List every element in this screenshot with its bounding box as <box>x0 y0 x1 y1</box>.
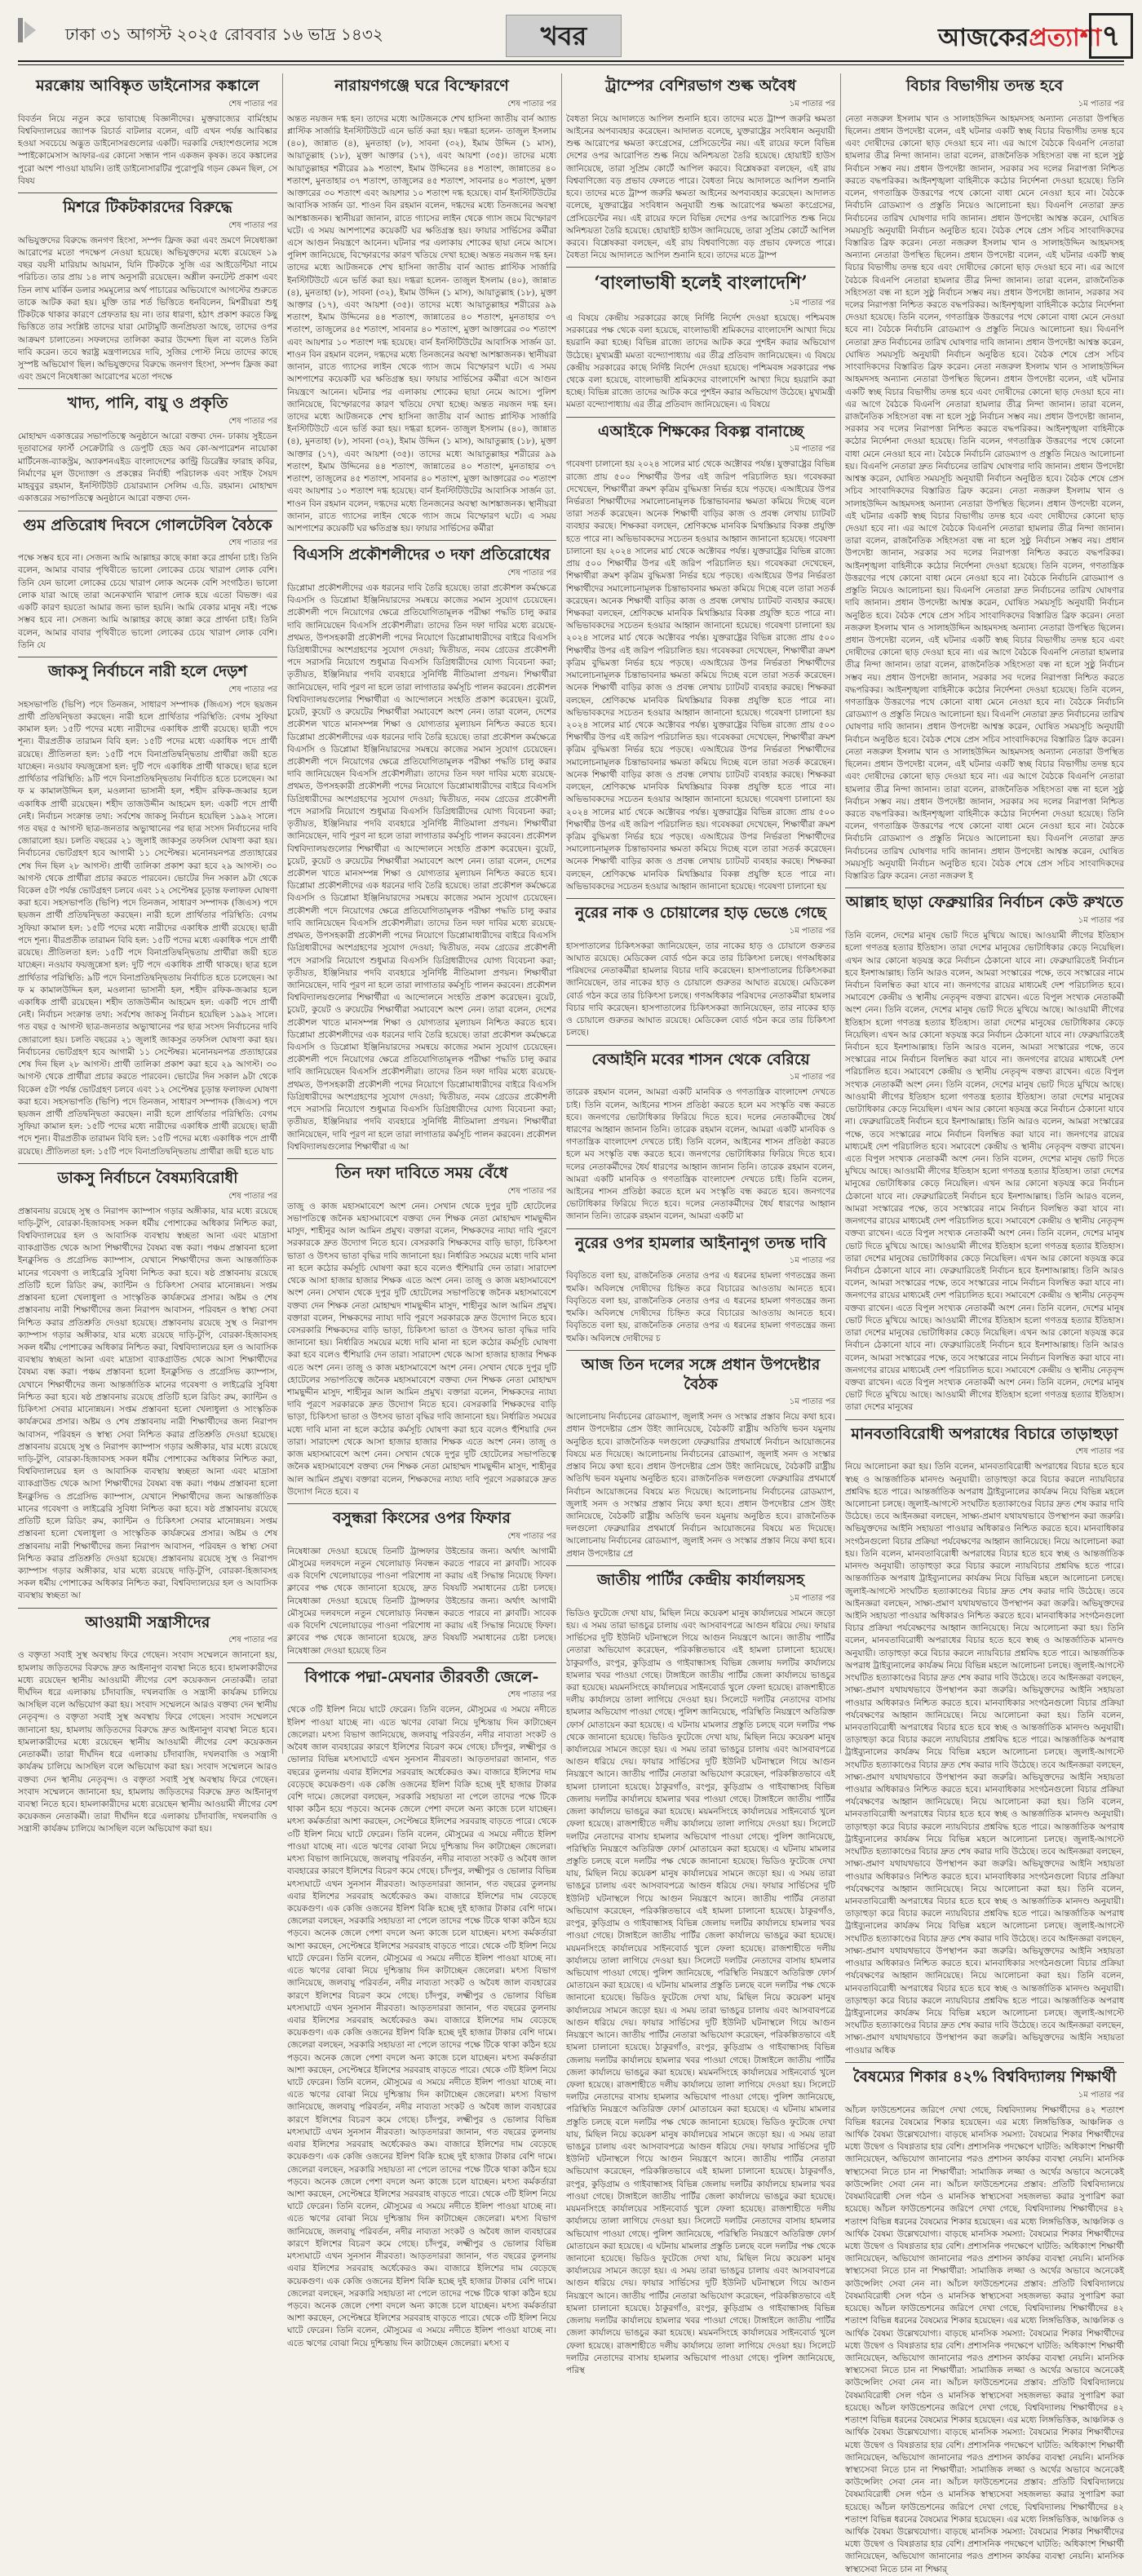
article-headline[interactable]: আওয়ামী সন্ত্রাসীদের <box>85 1613 210 1631</box>
continued-label: শেষ পাতার পর <box>228 684 277 694</box>
article <box>566 423 835 893</box>
continued-label: শেষ পাতার পর <box>228 1191 277 1201</box>
continued-label: ১ম পাতার পর <box>789 298 835 308</box>
article-separator <box>566 1228 835 1229</box>
article-separator <box>18 1608 277 1609</box>
continued-label: ১ম পাতার পর <box>1078 2090 1124 2100</box>
article <box>18 516 277 653</box>
article-headline[interactable]: ডাকসু নির্বাচনে বৈষম্যবিরোধী <box>57 1168 238 1187</box>
article <box>566 1571 835 2377</box>
article <box>845 1425 1124 2057</box>
article-separator <box>845 2062 1124 2063</box>
article <box>287 1164 556 1498</box>
column-divider <box>561 73 562 1754</box>
article-headline[interactable]: জাকসু নির্বাচনে নারী হলে দেড়শ <box>48 662 247 680</box>
article-headline[interactable]: মিশরে টিকটকারদের বিরুদ্ধে <box>63 198 232 217</box>
article <box>287 1509 556 1658</box>
article <box>566 1356 835 1560</box>
continued-label: ১ম পাতার পর <box>789 926 835 936</box>
article <box>845 77 1124 883</box>
article-body: অন্তত নয়জন দগ্ধ হন। তাদের মধ্যে আটজনকে শেখ হাসিনা জাতীয় বার্ন অ্যান্ড প্লাস্টিক সার্জারি ইনস্টিটিউটে এনে ভর্তি করা হয়। দগ্ধরা হলেন- তাজুল ইসলাম (৪০), জান্নাত (৪), মুনতাহা (৮), সাবনা (৩২), ইমাম উদ্দিন (১ মাস), আয়াতুল্লাহ (১৮), মুক্তা আক্তার (১৭), এবং আয়শা (৩৫)। তাদের মধ্যে আয়াতুল্লাহর শরীরের ৯৯ শতাংশ, ইমাম উদ্দিনের ৪৪ শতাংশ, জান্নাতের ৪০ শতাংশ, মুনতাহার ৩৭ শতাংশ, তাজুলের ৪৫ শতাংশ, সাবনার ৪০ শতাংশ, মুক্তা আক্তারের ৩০ শতাংশ এবং আয়শার ১০ শতাংশ দগ্ধ হয়েছে। বার্ন ইনস্টিটিউটের আবাসিক সার্জন ডা. শাওন বিন রহমান বলেন, দগ্ধদের মধ্যে তিনজনের অবস্থা আশঙ্কাজনক। স্থানীয়রা জানান, রাতে গ্যাসের লাইন থেকে গ্যাস জমে বিস্ফোরণ ঘটে। এ সময় আশপাশের কয়েকটি ঘর ক্ষতিগ্রস্ত হয়। ফায়ার সার্ভিসের কর্মীরা এসে আগুন নিয়ন্ত্রণে আনেন। ঘটনার পর এলাকায় শোকের ছায়া নেমে আসে। পুলিশ জানিয়েছে, বিস্ফোরণের কারণ খতিয়ে দেখা হচ্ছে। অন্তত নয়জন দগ্ধ হন। তাদের মধ্যে আটজনকে শেখ হাসিনা জাতীয় বার্ন অ্যান্ড প্লাস্টিক সার্জারি ইনস্টিটিউটে এনে ভর্তি করা হয়। দগ্ধরা হলেন- তাজুল ইসলাম (৪০), জান্নাত (৪), মুনতাহা (৮), সাবনা (৩২), ইমাম উদ্দিন (১ মাস), আয়াতুল্লাহ (১৮), মুক্তা আক্তার (১৭), এবং আয়শা (৩৫)। তাদের মধ্যে আয়াতুল্লাহর শরীরের ৯৯ শতাংশ, ইমাম উদ্দিনের ৪৪ শতাংশ, জান্নাতের ৪০ শতাংশ, মুনতাহার ৩৭ শতাংশ, তাজুলের ৪৫ শতাংশ, সাবনার ৪০ শতাংশ, মুক্তা আক্তারের ৩০ শতাংশ এবং আয়শার ১০ শতাংশ দগ্ধ হয়েছে। বার্ন ইনস্টিটিউটের আবাসিক সার্জন ডা. শাওন বিন রহমান বলেন, দগ্ধদের মধ্যে তিনজনের অবস্থা আশঙ্কাজনক। স্থানীয়রা জানান, রাতে গ্যাসের লাইন থেকে গ্যাস জমে বিস্ফোরণ ঘটে। এ সময় আশপাশের কয়েকটি ঘর ক্ষতিগ্রস্ত হয়। ফায়ার সার্ভিসের কর্মীরা এসে আগুন নিয়ন্ত্রণে আনেন। ঘটনার পর এলাকায় শোকের ছায়া নেমে আসে। পুলিশ জানিয়েছে, বিস্ফোরণের কারণ খতিয়ে দেখা হচ্ছে। অন্তত নয়জন দগ্ধ হন। তাদের মধ্যে আটজনকে শেখ হাসিনা জাতীয় বার্ন অ্যান্ড প্লাস্টিক সার্জারি ইনস্টিটিউটে এনে ভর্তি করা হয়। দগ্ধরা হলেন- তাজুল ইসলাম (৪০), জান্নাত (৪), মুনতাহা (৮), সাবনা (৩২), ইমাম উদ্দিন (১ মাস), আয়াতুল্লাহ (১৮), মুক্তা আক্তার (১৭), এবং আয়শা (৩৫)। তাদের মধ্যে আয়াতুল্লাহর শরীরের ৯৯ শতাংশ, ইমাম উদ্দিনের ৪৪ শতাংশ, জান্নাতের ৪০ শতাংশ, মুনতাহার ৩৭ শতাংশ, তাজুলের ৪৫ শতাংশ, সাবনার ৪০ শতাংশ, মুক্তা আক্তারের ৩০ শতাংশ এবং আয়শার ১০ শতাংশ দগ্ধ হয়েছে। বার্ন ইনস্টিটিউটের আবাসিক সার্জন ডা. শাওন বিন রহমান বলেন, দগ্ধদের মধ্যে তিনজনের অবস্থা আশঙ্কাজনক। স্থানীয়রা জানান, রাতে গ্যাসের লাইন থেকে গ্যাস জমে বিস্ফোরণ ঘটে। এ সময় আশপাশের কয়েকটি ঘর ক্ষতিগ্রস্ত হয়। ফায়ার সার্ভিসের কর্মীরা <box>287 113 556 533</box>
continued-label: শেষ পাতার পর <box>507 1690 556 1700</box>
article-body: তারেক রহমান বলেন, আমরা একটি মানবিক ও গণতান্ত্রিক বাংলাদেশ দেখতে চাই। তিনি বলেন, আইনের শাসন প্রতিষ্ঠা করতে হলে মব সংস্কৃতি বন্ধ করতে হবে। জনগণের ভোটাধিকার ফিরিয়ে দিতে হবে। দলের নেতাকর্মীদের ধৈর্য ধারণের আহ্বান জানান তিনি। তারেক রহমান বলেন, আমরা একটি মানবিক ও গণতান্ত্রিক বাংলাদেশ দেখতে চাই। তিনি বলেন, আইনের শাসন প্রতিষ্ঠা করতে হলে মব সংস্কৃতি বন্ধ করতে হবে। জনগণের ভোটাধিকার ফিরিয়ে দিতে হবে। দলের নেতাকর্মীদের ধৈর্য ধারণের আহ্বান জানান তিনি। তারেক রহমান বলেন, আমরা একটি মানবিক ও গণতান্ত্রিক বাংলাদেশ দেখতে চাই। তিনি বলেন, আইনের শাসন প্রতিষ্ঠা করতে হলে মব সংস্কৃতি বন্ধ করতে হবে। জনগণের ভোটাধিকার ফিরিয়ে দিতে হবে। দলের নেতাকর্মীদের ধৈর্য ধারণের আহ্বান জানান তিনি। তারেক রহমান বলেন, আমরা একটি মা <box>566 1087 835 1222</box>
continued-label: ১ম পাতার পর <box>789 445 835 454</box>
article <box>18 1169 277 1603</box>
article-separator <box>287 540 556 541</box>
article <box>18 1613 277 1836</box>
article-body: তাজু ও কাজ মহাসমাবেশে অংশ নেন। সেখান থেকে দুপুর দুটি হোটেলের সভাপতিত্বে জনৈক মহাসমাবেশে বক্তব্য দেন শিক্ষক নেতা মোহাম্মদ শামছুদ্দীন মাসুদ, শাহীনুর আল আমিন প্রমুখ। বক্তারা বলেন, শিক্ষকদের ন্যায্য দাবি পূরণে সরকারকে দ্রুত উদ্যোগ নিতে হবে। বেসরকারি শিক্ষকদের বাড়ি ভাড়া, চিকিৎসা ভাতা ও উৎসব ভাতা বৃদ্ধির দাবি জানানো হয়। নির্ধারিত সময়ের মধ্যে দাবি মানা না হলে কঠোর কর্মসূচি ঘোষণা করা হবে বলেও হুঁশিয়ারি দেন তারা। সারাদেশ থেকে আসা হাজার হাজার শিক্ষক এতে অংশ নেন। তাজু ও কাজ মহাসমাবেশে অংশ নেন। সেখান থেকে দুপুর দুটি হোটেলের সভাপতিত্বে জনৈক মহাসমাবেশে বক্তব্য দেন শিক্ষক নেতা মোহাম্মদ শামছুদ্দীন মাসুদ, শাহীনুর আল আমিন প্রমুখ। বক্তারা বলেন, শিক্ষকদের ন্যায্য দাবি পূরণে সরকারকে দ্রুত উদ্যোগ নিতে হবে। বেসরকারি শিক্ষকদের বাড়ি ভাড়া, চিকিৎসা ভাতা ও উৎসব ভাতা বৃদ্ধির দাবি জানানো হয়। নির্ধারিত সময়ের মধ্যে দাবি মানা না হলে কঠোর কর্মসূচি ঘোষণা করা হবে বলেও হুঁশিয়ারি দেন তারা। সারাদেশ থেকে আসা হাজার হাজার শিক্ষক এতে অংশ নেন। তাজু ও কাজ মহাসমাবেশে অংশ নেন। সেখান থেকে দুপুর দুটি হোটেলের সভাপতিত্বে জনৈক মহাসমাবেশে বক্তব্য দেন শিক্ষক নেতা মোহাম্মদ শামছুদ্দীন মাসুদ, শাহীনুর আল আমিন প্রমুখ। বক্তারা বলেন, শিক্ষকদের ন্যায্য দাবি পূরণে সরকারকে দ্রুত উদ্যোগ নিতে হবে। বেসরকারি শিক্ষকদের বাড়ি ভাড়া, চিকিৎসা ভাতা ও উৎসব ভাতা বৃদ্ধির দাবি জানানো হয়। নির্ধারিত সময়ের মধ্যে দাবি মানা না হলে কঠোর কর্মসূচি ঘোষণা করা হবে বলেও হুঁশিয়ারি দেন তারা। সারাদেশ থেকে আসা হাজার হাজার শিক্ষক এতে অংশ নেন। তাজু ও কাজ মহাসমাবেশে অংশ নেন। সেখান থেকে দুপুর দুটি হোটেলের সভাপতিত্বে জনৈক মহাসমাবেশে বক্তব্য দেন শিক্ষক নেতা মোহাম্মদ শামছুদ্দীন মাসুদ, শাহীনুর আল আমিন প্রমুখ। বক্তারা বলেন, শিক্ষকদের ন্যায্য দাবি পূরণে সরকারকে দ্রুত উদ্যোগ নিতে হবে। ব <box>287 1201 556 1497</box>
article-body: মোহাম্মদ একাত্তরের সভাপতিত্বে অনুষ্ঠানে আরো বক্তব্য দেন- ঢাকায় সুইডেন দূতাবাসের ফার্স্ট সেক্রেটারি ও ডেপুটি হেড অব কো-অপারেশন নায়োকা মার্টিনেজ-ব্যাকস্ট্রম, অ্যাকশনএইড বাংলাদেশের কান্ট্রি ডিরেক্টর ফারাহ কবির, নির্মাণের মূল উদ্যোক্তা ও প্রকল্পের নির্বাহী পরিচালক এবং সাইফ সৈয়দ মাহবুবুর রহমান, ইনস্টিটিউট চেয়ারম্যান সেলিম এ.ডি. রহমান। মোহাম্মদ একাত্তরের সভাপতিত্বে অনুষ্ঠানে আরো বক্তব্য দেন- <box>18 432 277 504</box>
article-separator <box>287 1662 556 1663</box>
article-separator <box>566 1045 835 1046</box>
article <box>18 77 277 188</box>
article <box>845 2068 1124 2576</box>
article <box>845 893 1124 1414</box>
article-separator <box>566 1565 835 1566</box>
logo-part2: প্রত্যাশা <box>1029 24 1102 52</box>
article-headline[interactable]: তিন দফা দাবিতে সময় বেঁধে <box>335 1164 508 1182</box>
article-separator <box>845 1419 1124 1420</box>
masthead-rule <box>18 60 1124 62</box>
newspaper-logo <box>938 18 1101 60</box>
article-headline[interactable]: ‘বাংলাভাষী হলেই বাংলাদেশি’ <box>594 272 808 294</box>
article-headline[interactable]: মরক্কোয় আবিষ্কৃত ডাইনোসর কঙ্কালে <box>36 77 259 95</box>
masthead-rule-thin <box>18 64 1124 65</box>
article-body: ডিপ্লোমা প্রকৌশলীদের এক ধরনের দাবি তৈরি হয়েছে। তারা প্রকৌশল কর্মক্ষেত্রে বিএসসি ও ডিপ্লোমা ইঞ্জিনিয়ারদের সমন্বয়ে কাজের সমান সুযোগ চেয়েছেন। প্রকৌশলী পদে নিয়োগের ক্ষেত্রে প্রতিযোগিতামূলক পরীক্ষা পদ্ধতি চালু করার দাবি জানিয়েছেন বিএসসি প্রকৌশলীরা। তাদের তিন দফা দাবির মধ্যে রয়েছে- প্রথমত, উপসহকারী প্রকৌশলী পদের নিয়োগে ডিপ্লোমাধারীদের বাইরে বিএসসি ডিগ্রিধারীদের অংশগ্রহণের সুযোগ দেওয়া; দ্বিতীয়ত, নবম গ্রেডের প্রকৌশলী পদে সরাসরি নিয়োগে শুধুমাত্র বিএসসি ডিগ্রিধারীদের যোগ্য বিবেচনা করা; তৃতীয়ত, ইঞ্জিনিয়ার পদবি ব্যবহারে সুনির্দিষ্ট নীতিমালা প্রণয়ন। শিক্ষার্থীরা জানিয়েছেন, দাবি পূরণ না হলে তারা লাগাতার কর্মসূচি পালন করবেন। প্রকৌশল বিশ্ববিদ্যালয়গুলোর শিক্ষার্থীরা এ আন্দোলনে সংহতি প্রকাশ করেছেন। বুয়েট, চুয়েট, কুয়েট ও রুয়েটের শিক্ষার্থীরা সমাবেশে অংশ নেন। তারা বলেন, দেশের প্রকৌশল খাতে মানসম্পন্ন শিক্ষা ও যোগ্যতার মূল্যায়ন নিশ্চিত করতে হবে। ডিপ্লোমা প্রকৌশলীদের এক ধরনের দাবি তৈরি হয়েছে। তারা প্রকৌশল কর্মক্ষেত্রে বিএসসি ও ডিপ্লোমা ইঞ্জিনিয়ারদের সমন্বয়ে কাজের সমান সুযোগ চেয়েছেন। প্রকৌশলী পদে নিয়োগের ক্ষেত্রে প্রতিযোগিতামূলক পরীক্ষা পদ্ধতি চালু করার দাবি জানিয়েছেন বিএসসি প্রকৌশলীরা। তাদের তিন দফা দাবির মধ্যে রয়েছে- প্রথমত, উপসহকারী প্রকৌশলী পদের নিয়োগে ডিপ্লোমাধারীদের বাইরে বিএসসি ডিগ্রিধারীদের অংশগ্রহণের সুযোগ দেওয়া; দ্বিতীয়ত, নবম গ্রেডের প্রকৌশলী পদে সরাসরি নিয়োগে শুধুমাত্র বিএসসি ডিগ্রিধারীদের যোগ্য বিবেচনা করা; তৃতীয়ত, ইঞ্জিনিয়ার পদবি ব্যবহারে সুনির্দিষ্ট নীতিমালা প্রণয়ন। শিক্ষার্থীরা জানিয়েছেন, দাবি পূরণ না হলে তারা লাগাতার কর্মসূচি পালন করবেন। প্রকৌশল বিশ্ববিদ্যালয়গুলোর শিক্ষার্থীরা এ আন্দোলনে সংহতি প্রকাশ করেছেন। বুয়েট, চুয়েট, কুয়েট ও রুয়েটের শিক্ষার্থীরা সমাবেশে অংশ নেন। তারা বলেন, দেশের প্রকৌশল খাতে মানসম্পন্ন শিক্ষা ও যোগ্যতার মূল্যায়ন নিশ্চিত করতে হবে। ডিপ্লোমা প্রকৌশলীদের এক ধরনের দাবি তৈরি হয়েছে। তারা প্রকৌশল কর্মক্ষেত্রে বিএসসি ও ডিপ্লোমা ইঞ্জিনিয়ারদের সমন্বয়ে কাজের সমান সুযোগ চেয়েছেন। প্রকৌশলী পদে নিয়োগের ক্ষেত্রে প্রতিযোগিতামূলক পরীক্ষা পদ্ধতি চালু করার দাবি জানিয়েছেন বিএসসি প্রকৌশলীরা। তাদের তিন দফা দাবির মধ্যে রয়েছে- প্রথমত, উপসহকারী প্রকৌশলী পদের নিয়োগে ডিপ্লোমাধারীদের বাইরে বিএসসি ডিগ্রিধারীদের অংশগ্রহণের সুযোগ দেওয়া; দ্বিতীয়ত, নবম গ্রেডের প্রকৌশলী পদে সরাসরি নিয়োগে শুধুমাত্র বিএসসি ডিগ্রিধারীদের যোগ্য বিবেচনা করা; তৃতীয়ত, ইঞ্জিনিয়ার পদবি ব্যবহারে সুনির্দিষ্ট নীতিমালা প্রণয়ন। শিক্ষার্থীরা জানিয়েছেন, দাবি পূরণ না হলে তারা লাগাতার কর্মসূচি পালন করবেন। প্রকৌশল বিশ্ববিদ্যালয়গুলোর শিক্ষার্থীরা এ আন্দোলনে সংহতি প্রকাশ করেছেন। বুয়েট, চুয়েট, কুয়েট ও রুয়েটের শিক্ষার্থীরা সমাবেশে অংশ নেন। তারা বলেন, দেশের প্রকৌশল খাতে মানসম্পন্ন শিক্ষা ও যোগ্যতার মূল্যায়ন নিশ্চিত করতে হবে। ডিপ্লোমা প্রকৌশলীদের এক ধরনের দাবি তৈরি হয়েছে। তারা প্রকৌশল কর্মক্ষেত্রে বিএসসি ও ডিপ্লোমা ইঞ্জিনিয়ারদের সমন্বয়ে কাজের সমান সুযোগ চেয়েছেন। প্রকৌশলী পদে নিয়োগের ক্ষেত্রে প্রতিযোগিতামূলক পরীক্ষা পদ্ধতি চালু করার দাবি জানিয়েছেন বিএসসি প্রকৌশলীরা। তাদের তিন দফা দাবির মধ্যে রয়েছে- প্রথমত, উপসহকারী প্রকৌশলী পদের নিয়োগে ডিপ্লোমাধারীদের বাইরে বিএসসি ডিগ্রিধারীদের অংশগ্রহণের সুযোগ দেওয়া; দ্বিতীয়ত, নবম গ্রেডের প্রকৌশলী পদে সরাসরি নিয়োগে শুধুমাত্র বিএসসি ডিগ্রিধারীদের যোগ্য বিবেচনা করা; তৃতীয়ত, ইঞ্জিনিয়ার পদবি ব্যবহারে সুনির্দিষ্ট নীতিমালা প্রণয়ন। শিক্ষার্থীরা জানিয়েছেন, দাবি পূরণ না হলে তারা লাগাতার কর্মসূচি পালন করবেন। প্রকৌশল বিশ্ববিদ্যালয়গুলোর শিক্ষার্থীরা এ আ <box>287 582 556 1152</box>
continued-label: ১ম পাতার পর <box>1078 916 1124 926</box>
continued-label: শেষ পাতার পর <box>1075 1447 1124 1457</box>
article-headline[interactable]: বৈষম্যের শিকার ৪২% বিশ্ববিদ্যালয় শিক্ষার্থী <box>852 2067 1117 2086</box>
article <box>566 904 835 1040</box>
article-headline[interactable]: বসুন্ধরা কিংসের ওপর ফিফার <box>332 1509 511 1527</box>
article-body: নিষেধাজ্ঞা দেওয়া হয়েছে তিনটি ট্রান্সফার উইন্ডোর জন্য। অর্থাৎ আগামী মৌসুমের দলবদলে নতুন খেলোয়াড় নিবন্ধন করতে পারবে না ক্লাবটি। সাবেক এক বিদেশি খেলোয়াড়ের পাওনা পরিশোধ না করায় এই সিদ্ধান্ত নিয়েছে ফিফা। ক্লাবের পক্ষ থেকে জানানো হয়েছে, দ্রুত বিষয়টি সমাধানের চেষ্টা চলছে। নিষেধাজ্ঞা দেওয়া হয়েছে তিনটি ট্রান্সফার উইন্ডোর জন্য। অর্থাৎ আগামী মৌসুমের দলবদলে নতুন খেলোয়াড় নিবন্ধন করতে পারবে না ক্লাবটি। সাবেক এক বিদেশি খেলোয়াড়ের পাওনা পরিশোধ না করায় এই সিদ্ধান্ত নিয়েছে ফিফা। ক্লাবের পক্ষ থেকে জানানো হয়েছে, দ্রুত বিষয়টি সমাধানের চেষ্টা চলছে। নিষেধাজ্ঞা দেওয়া হয়েছে তিন <box>287 1546 556 1656</box>
continued-label: শেষ পাতার পর <box>228 99 277 108</box>
article <box>18 394 277 505</box>
issue-date: ঢাকা ৩১ আগস্ট ২০২৫ রোববার ১৬ ভাদ্র ১৪৩২ <box>65 24 383 44</box>
article-separator <box>566 417 835 418</box>
article-body: অভিযুক্তদের বিরুদ্ধে জনগণ হিংসা, সম্পদ ফ্রিজ করা এবং ভ্রমণে নিষেধাজ্ঞা আরোপের মতো পদক্ষেপ নেওয়া হয়েছে। অভিযুক্তদের মধ্যে রয়েছেন ১৯ বছর বয়সী মারিয়াম আয়মান, যিনি টিকটকে সুজি এর আইডেন্টিয়া নামে পরিচিত। তার প্রায় ১৪ লাখ অনুসারী রয়েছেন। অশ্লীল কনটেন্ট প্রকাশ এবং তিন লাখ মার্কিন ডলার সমমূল্যের অর্থ পাচারের অভিযোগে আগস্টের শুরুতে তাকে আটক করা হয়। মুক্তি তার শর্ত ভিত্তিতে ধনবিলেন, মিশরীয়রা শুধু টিকটকে থাকার কারণে প্রেফতার হয় না। তার ধারণা, হঠাৎ প্রকাশ করতে কিছু ভিত্তিতে তার সংশ্লিষ্ট তাদের যারা মোটামুটি জনপ্রিয়তা আছে, তাদের ওপর আক্রমণ চালাতেন। সফলদের তালিকা করার উদ্দেশ্য ছিল না বলেও তিনি দাবি করেন। তবে স্বরাষ্ট্র মন্ত্রণালয়ের দাবি, সুজির পোস্ট নিয়ে তাদের কাছে সুস্পষ্ট অভিযোগ ছিল। অভিযুক্তদের বিরুদ্ধে জনগণ হিংসা, সম্পদ ফ্রিজ করা এবং ভ্রমণে নিষেধাজ্ঞা আরোপের মতো পদক্ষে <box>18 235 277 383</box>
column-1 <box>18 73 277 1835</box>
continued-label: শেষ পাতার পর <box>228 417 277 427</box>
article <box>566 1234 835 1345</box>
section-title: খবর <box>506 15 622 57</box>
article-body: বৈধতা নিয়ে আদালতে আপিল শুনানি হবে। তাদের মতে ট্রাম্প জরুরি ক্ষমতা আইনের অপব্যবহার করেছেন। আদালত বলেছে, যুক্তরাষ্ট্রের সংবিধান অনুযায়ী শুল্ক আরোপের ক্ষমতা কংগ্রেসের, প্রেসিডেন্টের নয়। এই রায়ের ফলে বিভিন্ন দেশের ওপর আরোপিত শুল্ক নিয়ে অনিশ্চয়তা তৈরি হয়েছে। হোয়াইট হাউস জানিয়েছে, তারা সুপ্রিম কোর্টে আপিল করবে। বিশ্লেষকরা বলছেন, এই রায় বিশ্ববাণিজ্যে বড় প্রভাব ফেলতে পারে। বৈধতা নিয়ে আদালতে আপিল শুনানি হবে। তাদের মতে ট্রাম্প জরুরি ক্ষমতা আইনের অপব্যবহার করেছেন। আদালত বলেছে, যুক্তরাষ্ট্রের সংবিধান অনুযায়ী শুল্ক আরোপের ক্ষমতা কংগ্রেসের, প্রেসিডেন্টের নয়। এই রায়ের ফলে বিভিন্ন দেশের ওপর আরোপিত শুল্ক নিয়ে অনিশ্চয়তা তৈরি হয়েছে। হোয়াইট হাউস জানিয়েছে, তারা সুপ্রিম কোর্টে আপিল করবে। বিশ্লেষকরা বলছেন, এই রায় বিশ্ববাণিজ্যে বড় প্রভাব ফেলতে পারে। বৈধতা নিয়ে আদালতে আপিল শুনানি হবে। তাদের মতে ট্রাম্প <box>566 113 835 261</box>
continued-label: ১ম পাতার পর <box>789 1073 835 1082</box>
article <box>18 198 277 383</box>
article-separator <box>566 267 835 268</box>
article-body: নিয়ে আলোচনা করা হয়। তিনি বলেন, মানবতাবিরোধী অপরাধের বিচার হতে হবে স্বচ্ছ ও আন্তর্জাতিক মানদণ্ড অনুযায়ী। তাড়াহুড়া করে বিচার করলে ন্যায়বিচার প্রশ্নবিদ্ধ হতে পারে। আন্তর্জাতিক অপরাধ ট্রাইব্যুনালের কার্যক্রম নিয়ে বিভিন্ন মহলে আলোচনা চলছে। জুলাই-আগস্টে সংঘটিত হত্যাকাণ্ডের বিচার দ্রুত শেষ করার দাবি উঠেছে। তবে আইনজ্ঞরা বলছেন, সাক্ষ্য-প্রমাণ যথাযথভাবে উপস্থাপন করা জরুরি। অভিযুক্তদের আইনি সহায়তা পাওয়ার অধিকারও নিশ্চিত করতে হবে। মানবাধিকার সংগঠনগুলো বিচার প্রক্রিয়া পর্যবেক্ষণের আহ্বান জানিয়েছে। নিয়ে আলোচনা করা হয়। তিনি বলেন, মানবতাবিরোধী অপরাধের বিচার হতে হবে স্বচ্ছ ও আন্তর্জাতিক মানদণ্ড অনুযায়ী। তাড়াহুড়া করে বিচার করলে ন্যায়বিচার প্রশ্নবিদ্ধ হতে পারে। আন্তর্জাতিক অপরাধ ট্রাইব্যুনালের কার্যক্রম নিয়ে বিভিন্ন মহলে আলোচনা চলছে। জুলাই-আগস্টে সংঘটিত হত্যাকাণ্ডের বিচার দ্রুত শেষ করার দাবি উঠেছে। তবে আইনজ্ঞরা বলছেন, সাক্ষ্য-প্রমাণ যথাযথভাবে উপস্থাপন করা জরুরি। অভিযুক্তদের আইনি সহায়তা পাওয়ার অধিকারও নিশ্চিত করতে হবে। মানবাধিকার সংগঠনগুলো বিচার প্রক্রিয়া পর্যবেক্ষণের আহ্বান জানিয়েছে। নিয়ে আলোচনা করা হয়। তিনি বলেন, মানবতাবিরোধী অপরাধের বিচার হতে হবে স্বচ্ছ ও আন্তর্জাতিক মানদণ্ড অনুযায়ী। তাড়াহুড়া করে বিচার করলে ন্যায়বিচার প্রশ্নবিদ্ধ হতে পারে। আন্তর্জাতিক অপরাধ ট্রাইব্যুনালের কার্যক্রম নিয়ে বিভিন্ন মহলে আলোচনা চলছে। জুলাই-আগস্টে সংঘটিত হত্যাকাণ্ডের বিচার দ্রুত শেষ করার দাবি উঠেছে। তবে আইনজ্ঞরা বলছেন, সাক্ষ্য-প্রমাণ যথাযথভাবে উপস্থাপন করা জরুরি। অভিযুক্তদের আইনি সহায়তা পাওয়ার অধিকারও নিশ্চিত করতে হবে। মানবাধিকার সংগঠনগুলো বিচার প্রক্রিয়া পর্যবেক্ষণের আহ্বান জানিয়েছে। নিয়ে আলোচনা করা হয়। তিনি বলেন, মানবতাবিরোধী অপরাধের বিচার হতে হবে স্বচ্ছ ও আন্তর্জাতিক মানদণ্ড অনুযায়ী। তাড়াহুড়া করে বিচার করলে ন্যায়বিচার প্রশ্নবিদ্ধ হতে পারে। আন্তর্জাতিক অপরাধ ট্রাইব্যুনালের কার্যক্রম নিয়ে বিভিন্ন মহলে আলোচনা চলছে। জুলাই-আগস্টে সংঘটিত হত্যাকাণ্ডের বিচার দ্রুত শেষ করার দাবি উঠেছে। তবে আইনজ্ঞরা বলছেন, সাক্ষ্য-প্রমাণ যথাযথভাবে উপস্থাপন করা জরুরি। অভিযুক্তদের আইনি সহায়তা পাওয়ার অধিকারও নিশ্চিত করতে হবে। মানবাধিকার সংগঠনগুলো বিচার প্রক্রিয়া পর্যবেক্ষণের আহ্বান জানিয়েছে। নিয়ে আলোচনা করা হয়। তিনি বলেন, মানবতাবিরোধী অপরাধের বিচার হতে হবে স্বচ্ছ ও আন্তর্জাতিক মানদণ্ড অনুযায়ী। তাড়াহুড়া করে বিচার করলে ন্যায়বিচার প্রশ্নবিদ্ধ হতে পারে। আন্তর্জাতিক অপরাধ ট্রাইব্যুনালের কার্যক্রম নিয়ে বিভিন্ন মহলে আলোচনা চলছে। জুলাই-আগস্টে সংঘটিত হত্যাকাণ্ডের বিচার দ্রুত শেষ করার দাবি উঠেছে। তবে আইনজ্ঞরা বলছেন, সাক্ষ্য-প্রমাণ যথাযথভাবে উপস্থাপন করা জরুরি। অভিযুক্তদের আইনি সহায়তা পাওয়ার অধিকারও নিশ্চিত করতে হবে। মানবাধিকার সংগঠনগুলো বিচার প্রক্রিয়া পর্যবেক্ষণের আহ্বান জানিয়েছে। নিয়ে আলোচনা করা হয়। তিনি বলেন, মানবতাবিরোধী অপরাধের বিচার হতে হবে স্বচ্ছ ও আন্তর্জাতিক মানদণ্ড অনুযায়ী। তাড়াহুড়া করে বিচার করলে ন্যায়বিচার প্রশ্নবিদ্ধ হতে পারে। আন্তর্জাতিক অপরাধ ট্রাইব্যুনালের কার্যক্রম নিয়ে বিভিন্ন মহলে আলোচনা চলছে। জুলাই-আগস্টে সংঘটিত হত্যাকাণ্ডের বিচার দ্রুত শেষ করার দাবি উঠেছে। তবে আইনজ্ঞরা বলছেন, সাক্ষ্য-প্রমাণ যথাযথভাবে উপস্থাপন করা জরুরি। অভিযুক্তদের আইনি সহায়তা পাওয়ার অধিকারও নিশ্চিত করতে হবে। মানবাধিকার সংগঠনগুলো বিচার প্রক্রিয়া পর্যবেক্ষণের আহ্বান জানিয়েছে। নিয়ে আলোচনা করা হয়। তিনি বলেন, মানবতাবিরোধী অপরাধের বিচার হতে হবে স্বচ্ছ ও আন্তর্জাতিক মানদণ্ড অনুযায়ী। তাড়াহুড়া করে বিচার করলে ন্যায়বিচার প্রশ্নবিদ্ধ হতে পারে। আন্তর্জাতিক অপরাধ ট্রাইব্যুনালের কার্যক্রম নিয়ে বিভিন্ন মহলে আলোচনা চলছে। জুলাই-আগস্টে সংঘটিত হত্যাকাণ্ডের বিচার দ্রুত শেষ করার দাবি উঠেছে। তবে আইনজ্ঞরা বলছেন, সাক্ষ্য-প্রমাণ যথাযথভাবে উপস্থাপন করা জরুরি। অভিযুক্তদের আইনি সহায়তা পাওয়ার অধিক <box>845 1462 1124 2056</box>
article-headline[interactable]: নুরের নাক ও চোয়ালের হাড় ভেঙে গেছে <box>575 904 826 923</box>
article-headline[interactable]: জাতীয় পার্টির কেন্দ্রীয় কার্যালয়সহ <box>596 1570 805 1589</box>
continued-label: ১ম পাতার পর <box>789 1593 835 1603</box>
article-headline[interactable]: বিচার বিভাগীয় তদন্ত হবে <box>905 77 1064 95</box>
article-body: তিনি বলেন, দেশের মানুষ ভোট দিতে মুখিয়ে আছে। আওয়ামী লীগের ইতিহাস হলো গণতন্ত্র হত্যার ইতিহাস। তারা দেশের মানুষের ভোটাধিকার কেড়ে নিয়েছিল। এখন আর কোনো ষড়যন্ত্র করে নির্বাচন ঠেকানো যাবে না। ফেব্রুয়ারিতেই নির্বাচন হবে ইনশাআল্লাহ। তিনি আরও বলেন, আমরা সংস্কারের পক্ষে, তবে সংস্কারের নামে নির্বাচন বিলম্বিত করা যাবে না। জনগণের রায়ের মাধ্যমেই দেশ পরিচালিত হবে। সমাবেশে কেন্দ্রীয় ও স্থানীয় নেতৃবৃন্দ বক্তব্য রাখেন। এতে বিপুল সংখ্যক নেতাকর্মী অংশ নেন। তিনি বলেন, দেশের মানুষ ভোট দিতে মুখিয়ে আছে। আওয়ামী লীগের ইতিহাস হলো গণতন্ত্র হত্যার ইতিহাস। তারা দেশের মানুষের ভোটাধিকার কেড়ে নিয়েছিল। এখন আর কোনো ষড়যন্ত্র করে নির্বাচন ঠেকানো যাবে না। ফেব্রুয়ারিতেই নির্বাচন হবে ইনশাআল্লাহ। তিনি আরও বলেন, আমরা সংস্কারের পক্ষে, তবে সংস্কারের নামে নির্বাচন বিলম্বিত করা যাবে না। জনগণের রায়ের মাধ্যমেই দেশ পরিচালিত হবে। সমাবেশে কেন্দ্রীয় ও স্থানীয় নেতৃবৃন্দ বক্তব্য রাখেন। এতে বিপুল সংখ্যক নেতাকর্মী অংশ নেন। তিনি বলেন, দেশের মানুষ ভোট দিতে মুখিয়ে আছে। আওয়ামী লীগের ইতিহাস হলো গণতন্ত্র হত্যার ইতিহাস। তারা দেশের মানুষের ভোটাধিকার কেড়ে নিয়েছিল। এখন আর কোনো ষড়যন্ত্র করে নির্বাচন ঠেকানো যাবে না। ফেব্রুয়ারিতেই নির্বাচন হবে ইনশাআল্লাহ। তিনি আরও বলেন, আমরা সংস্কারের পক্ষে, তবে সংস্কারের নামে নির্বাচন বিলম্বিত করা যাবে না। জনগণের রায়ের মাধ্যমেই দেশ পরিচালিত হবে। সমাবেশে কেন্দ্রীয় ও স্থানীয় নেতৃবৃন্দ বক্তব্য রাখেন। এতে বিপুল সংখ্যক নেতাকর্মী অংশ নেন। তিনি বলেন, দেশের মানুষ ভোট দিতে মুখিয়ে আছে। আওয়ামী লীগের ইতিহাস হলো গণতন্ত্র হত্যার ইতিহাস। তারা দেশের মানুষের ভোটাধিকার কেড়ে নিয়েছিল। এখন আর কোনো ষড়যন্ত্র করে নির্বাচন ঠেকানো যাবে না। ফেব্রুয়ারিতেই নির্বাচন হবে ইনশাআল্লাহ। তিনি আরও বলেন, আমরা সংস্কারের পক্ষে, তবে সংস্কারের নামে নির্বাচন বিলম্বিত করা যাবে না। জনগণের রায়ের মাধ্যমেই দেশ পরিচালিত হবে। সমাবেশে কেন্দ্রীয় ও স্থানীয় নেতৃবৃন্দ বক্তব্য রাখেন। এতে বিপুল সংখ্যক নেতাকর্মী অংশ নেন। তিনি বলেন, দেশের মানুষ ভোট দিতে মুখিয়ে আছে। আওয়ামী লীগের ইতিহাস হলো গণতন্ত্র হত্যার ইতিহাস। তারা দেশের মানুষের ভোটাধিকার কেড়ে নিয়েছিল। এখন আর কোনো ষড়যন্ত্র করে নির্বাচন ঠেকানো যাবে না। ফেব্রুয়ারিতেই নির্বাচন হবে ইনশাআল্লাহ। তিনি আরও বলেন, আমরা সংস্কারের পক্ষে, তবে সংস্কারের নামে নির্বাচন বিলম্বিত করা যাবে না। জনগণের রায়ের মাধ্যমেই দেশ পরিচালিত হবে। সমাবেশে কেন্দ্রীয় ও স্থানীয় নেতৃবৃন্দ বক্তব্য রাখেন। এতে বিপুল সংখ্যক নেতাকর্মী অংশ নেন। তিনি বলেন, দেশের মানুষ ভোট দিতে মুখিয়ে আছে। আওয়ামী লীগের ইতিহাস হলো গণতন্ত্র হত্যার ইতিহাস। তারা দেশের মানুষের ভোটাধিকার কেড়ে নিয়েছিল। এখন আর কোনো ষড়যন্ত্র করে নির্বাচন ঠেকানো যাবে না। ফেব্রুয়ারিতেই নির্বাচন হবে ইনশাআল্লাহ। তিনি আরও বলেন, আমরা সংস্কারের পক্ষে, তবে সংস্কারের নামে নির্বাচন বিলম্বিত করা যাবে না। জনগণের রায়ের মাধ্যমেই দেশ পরিচালিত হবে। সমাবেশে কেন্দ্রীয় ও স্থানীয় নেতৃবৃন্দ বক্তব্য রাখেন। এতে বিপুল সংখ্যক নেতাকর্মী অংশ নেন। তিনি বলেন, দেশের মানুষ ভোট দিতে মুখিয়ে আছে। আওয়ামী লীগের ইতিহাস হলো গণতন্ত্র হত্যার ইতিহাস। তারা দেশের মানুষের <box>845 931 1124 1413</box>
article-headline[interactable]: গুম প্রতিরোধ দিবসে গোলটেবিল বৈঠকে <box>23 516 272 534</box>
article-headline[interactable]: মানবতাবিরোধী অপরাধের বিচারে তাড়াহুড়া <box>851 1424 1118 1443</box>
article-headline[interactable]: বেআইনি মবের শাসন থেকে বেরিয়ে <box>591 1050 810 1069</box>
continued-label: ১ম পাতার পর <box>789 1397 835 1407</box>
continued-label: শেষ পাতার পর <box>228 1635 277 1645</box>
continued-label: শেষ পাতার পর <box>507 99 556 108</box>
article-separator <box>18 388 277 389</box>
column-2 <box>287 73 556 2348</box>
arrow-mark-icon <box>18 18 38 42</box>
article-headline[interactable]: খাদ্য, পানি, বায়ু ও প্রকৃতি <box>67 394 228 413</box>
masthead <box>0 0 1142 72</box>
article-headline[interactable]: ট্রাম্পের বেশিরভাগ শুল্ক অবৈধ <box>605 77 796 95</box>
article-body: বিবৃতিতে বলা হয়, রাজনৈতিক নেতার ওপর এ ধরনের হামলা গণতন্ত্রের জন্য হুমকি। অবিলম্বে দোষীদের চিহ্নিত করে বিচারের আওতায় আনতে হবে। বিবৃতিতে বলা হয়, রাজনৈতিক নেতার ওপর এ ধরনের হামলা গণতন্ত্রের জন্য হুমকি। অবিলম্বে দোষীদের চিহ্নিত করে বিচারের আওতায় আনতে হবে। বিবৃতিতে বলা হয়, রাজনৈতিক নেতার ওপর এ ধরনের হামলা গণতন্ত্রের জন্য হুমকি। অবিলম্বে দোষীদের চ <box>566 1271 835 1343</box>
continued-label: শেষ পাতার পর <box>228 220 277 230</box>
article <box>566 77 835 262</box>
article-headline[interactable]: বিপাকে পদ্মা-মেঘনার তীরবর্তী জেলে- <box>304 1667 539 1686</box>
logo-part1: আজকের <box>938 24 1029 52</box>
article-separator <box>566 1350 835 1351</box>
column-4 <box>845 73 1124 2574</box>
article-separator <box>287 1503 556 1504</box>
article-headline[interactable]: আল্লাহ ছাড়া ফেব্রুয়ারির নির্বাচন কেউ রুখতে <box>846 893 1123 912</box>
article-separator <box>18 1163 277 1164</box>
page-number: ৭ <box>1089 13 1133 59</box>
article <box>566 272 835 411</box>
article <box>18 662 277 1158</box>
article-headline[interactable]: নারায়ণগঞ্জে ঘরে বিস্ফোরণে <box>334 77 509 95</box>
article-separator <box>845 887 1124 888</box>
column-3 <box>566 73 836 2375</box>
article-separator <box>287 1158 556 1159</box>
article-headline[interactable]: বিএসসি প্রকৌশলীদের ৩ দফা প্রতিরোধের <box>293 546 551 564</box>
continued-label: ১ম পাতার পর <box>789 99 835 108</box>
article-body: গবেষণা চালানো হয় ২০২৪ সালের মার্চ থেকে অক্টোবর পর্যন্ত। যুক্তরাষ্ট্রের বিভিন্ন রাজ্যে প্রায় ৫০০ শিক্ষার্থীর উপর এই জরিপ পরিচালিত হয়। গবেষকরা দেখেছেন, শিক্ষার্থীরা ক্রমশ কৃত্রিম বুদ্ধিমত্তা নির্ভর হয়ে পড়ছে। এআইয়ের উপর নির্ভরতা শিক্ষার্থীদের সমালোচনামূলক চিন্তাভাবনার ক্ষমতা কমিয়ে দিচ্ছে বলে তারা সতর্ক করেছেন। অনেক শিক্ষার্থী বাড়ির কাজ ও প্রবন্ধ লেখায় চ্যাটবট ব্যবহার করছে। শিক্ষকরা বলছেন, শ্রেণিকক্ষে মানবিক মিথস্ক্রিয়ার বিকল্প প্রযুক্তি হতে পারে না। অভিভাবকদের সচেতন হওয়ার আহ্বান জানানো হয়েছে। গবেষণা চালানো হয় ২০২৪ সালের মার্চ থেকে অক্টোবর পর্যন্ত। যুক্তরাষ্ট্রের বিভিন্ন রাজ্যে প্রায় ৫০০ শিক্ষার্থীর উপর এই জরিপ পরিচালিত হয়। গবেষকরা দেখেছেন, শিক্ষার্থীরা ক্রমশ কৃত্রিম বুদ্ধিমত্তা নির্ভর হয়ে পড়ছে। এআইয়ের উপর নির্ভরতা শিক্ষার্থীদের সমালোচনামূলক চিন্তাভাবনার ক্ষমতা কমিয়ে দিচ্ছে বলে তারা সতর্ক করেছেন। অনেক শিক্ষার্থী বাড়ির কাজ ও প্রবন্ধ লেখায় চ্যাটবট ব্যবহার করছে। শিক্ষকরা বলছেন, শ্রেণিকক্ষে মানবিক মিথস্ক্রিয়ার বিকল্প প্রযুক্তি হতে পারে না। অভিভাবকদের সচেতন হওয়ার আহ্বান জানানো হয়েছে। গবেষণা চালানো হয় ২০২৪ সালের মার্চ থেকে অক্টোবর পর্যন্ত। যুক্তরাষ্ট্রের বিভিন্ন রাজ্যে প্রায় ৫০০ শিক্ষার্থীর উপর এই জরিপ পরিচালিত হয়। গবেষকরা দেখেছেন, শিক্ষার্থীরা ক্রমশ কৃত্রিম বুদ্ধিমত্তা নির্ভর হয়ে পড়ছে। এআইয়ের উপর নির্ভরতা শিক্ষার্থীদের সমালোচনামূলক চিন্তাভাবনার ক্ষমতা কমিয়ে দিচ্ছে বলে তারা সতর্ক করেছেন। অনেক শিক্ষার্থী বাড়ির কাজ ও প্রবন্ধ লেখায় চ্যাটবট ব্যবহার করছে। শিক্ষকরা বলছেন, শ্রেণিকক্ষে মানবিক মিথস্ক্রিয়ার বিকল্প প্রযুক্তি হতে পারে না। অভিভাবকদের সচেতন হওয়ার আহ্বান জানানো হয়েছে। গবেষণা চালানো হয় ২০২৪ সালের মার্চ থেকে অক্টোবর পর্যন্ত। যুক্তরাষ্ট্রের বিভিন্ন রাজ্যে প্রায় ৫০০ শিক্ষার্থীর উপর এই জরিপ পরিচালিত হয়। গবেষকরা দেখেছেন, শিক্ষার্থীরা ক্রমশ কৃত্রিম বুদ্ধিমত্তা নির্ভর হয়ে পড়ছে। এআইয়ের উপর নির্ভরতা শিক্ষার্থীদের সমালোচনামূলক চিন্তাভাবনার ক্ষমতা কমিয়ে দিচ্ছে বলে তারা সতর্ক করেছেন। অনেক শিক্ষার্থী বাড়ির কাজ ও প্রবন্ধ লেখায় চ্যাটবট ব্যবহার করছে। শিক্ষকরা বলছেন, শ্রেণিকক্ষে মানবিক মিথস্ক্রিয়ার বিকল্প প্রযুক্তি হতে পারে না। অভিভাবকদের সচেতন হওয়ার আহ্বান জানানো হয়েছে। গবেষণা চালানো হয় ২০২৪ সালের মার্চ থেকে অক্টোবর পর্যন্ত। যুক্তরাষ্ট্রের বিভিন্ন রাজ্যে প্রায় ৫০০ শিক্ষার্থীর উপর এই জরিপ পরিচালিত হয়। গবেষকরা দেখেছেন, শিক্ষার্থীরা ক্রমশ কৃত্রিম বুদ্ধিমত্তা নির্ভর হয়ে পড়ছে। এআইয়ের উপর নির্ভরতা শিক্ষার্থীদের সমালোচনামূলক চিন্তাভাবনার ক্ষমতা কমিয়ে দিচ্ছে বলে তারা সতর্ক করেছেন। অনেক শিক্ষার্থী বাড়ির কাজ ও প্রবন্ধ লেখায় চ্যাটবট ব্যবহার করছে। শিক্ষকরা বলছেন, শ্রেণিকক্ষে মানবিক মিথস্ক্রিয়ার বিকল্প প্রযুক্তি হতে পারে না। অভিভাবকদের সচেতন হওয়ার আহ্বান জানানো হয়েছে। গবেষণা চালানো হয় <box>566 459 835 892</box>
article-body: হাসপাতালের চিকিৎসকরা জানিয়েছেন, তার নাকের হাড় ও চোয়ালে গুরুতর আঘাত রয়েছে। মেডিকেল বোর্ড গঠন করে তার চিকিৎসা চলছে। গণঅধিকার পরিষদের নেতাকর্মীরা হামলার বিচার দাবি করেছেন। হাসপাতালের চিকিৎসকরা জানিয়েছেন, তার নাকের হাড় ও চোয়ালে গুরুতর আঘাত রয়েছে। মেডিকেল বোর্ড গঠন করে তার চিকিৎসা চলছে। গণঅধিকার পরিষদের নেতাকর্মীরা হামলার বিচার দাবি করেছেন। হাসপাতালের চিকিৎসকরা জানিয়েছেন, তার নাকের হাড় ও চোয়ালে গুরুতর আঘাত রয়েছে। মেডিকেল বোর্ড গঠন করে তার চিকিৎসা চলছে। <box>566 941 836 1038</box>
article-headline[interactable]: নুরের ওপর হামলার আইনানুগ তদন্ত দাবি <box>575 1233 826 1252</box>
column-divider <box>282 73 283 1754</box>
continued-label: শেষ পাতার পর <box>507 1531 556 1541</box>
article-body: ও বক্তৃতা সবাই সুস্থ অবস্থায় ফিরে গেছেন। সংবাদ সম্মেলনে জানানো হয়, হামলায় জড়িতদের বিরুদ্ধে দ্রুত আইনানুগ ব্যবস্থা নিতে হবে। হামলাকারীদের মধ্যে রয়েছেন স্থানীয় আওয়ামী লীগের বেশ কয়েকজন নেতাকর্মী। তারা দীর্ঘদিন ধরে এলাকায় চাঁদাবাজি, দখলবাজি ও সন্ত্রাসী কার্যক্রম চালিয়ে আসছিল বলে অভিযোগ করা হয়। সংবাদ সম্মেলনে আরও বক্তব্য দেন স্থানীয় নেতৃবৃন্দ। ও বক্তৃতা সবাই সুস্থ অবস্থায় ফিরে গেছেন। সংবাদ সম্মেলনে জানানো হয়, হামলায় জড়িতদের বিরুদ্ধে দ্রুত আইনানুগ ব্যবস্থা নিতে হবে। হামলাকারীদের মধ্যে রয়েছেন স্থানীয় আওয়ামী লীগের বেশ কয়েকজন নেতাকর্মী। তারা দীর্ঘদিন ধরে এলাকায় চাঁদাবাজি, দখলবাজি ও সন্ত্রাসী কার্যক্রম চালিয়ে আসছিল বলে অভিযোগ করা হয়। সংবাদ সম্মেলনে আরও বক্তব্য দেন স্থানীয় নেতৃবৃন্দ। ও বক্তৃতা সবাই সুস্থ অবস্থায় ফিরে গেছেন। সংবাদ সম্মেলনে জানানো হয়, হামলায় জড়িতদের বিরুদ্ধে দ্রুত আইনানুগ ব্যবস্থা নিতে হবে। হামলাকারীদের মধ্যে রয়েছেন স্থানীয় আওয়ামী লীগের বেশ কয়েকজন নেতাকর্মী। তারা দীর্ঘদিন ধরে এলাকায় চাঁদাবাজি, দখলবাজি ও সন্ত্রাসী কার্যক্রম চালিয়ে আসছিল বলে অভিযোগ করা হয়। <box>18 1650 277 1835</box>
continued-label: ১ম পাতার পর <box>789 1256 835 1266</box>
article-body: প্রস্তাবনায় রয়েছে সুস্থ ও নিরাপদ ক্যাম্পাস গড়ার অঙ্গীকার, যার মধ্যে রয়েছে দাড়ি-টুপি, বোরকা-হিজাবসহ সকল ধর্মীয় পোশাকের অধিকার নিশ্চিত করা, বিশ্ববিদ্যালয়ের হল ও আবাসিক ব্যবস্থায় স্বচ্ছতা আনা এবং মাদ্রাসা ব্যাকগ্রাউন্ড থেকে আসা শিক্ষার্থীদের বৈষম্য বন্ধ করা। পঞ্চম প্রস্তাবনা হলো ইনক্লুসিভ ও প্রগ্রেসিভ ক্যাম্পাস, যেখানে শিক্ষার্থীদের জন্য আন্তর্জাতিক মানের গবেষণা ও লাইব্রেরি সুবিধা নিশ্চিত করা হবে। ষষ্ঠ প্রস্তাবনায় রয়েছে প্রতিটি হলে রিডিং রুম, ক্যান্টিন ও চিকিৎসা সেবার মানোন্নয়ন। সপ্তম প্রস্তাবনা হলো খেলাধুলা ও সাংস্কৃতিক কার্যক্রমের প্রসার। অষ্টম ও শেষ প্রস্তাবনায় নারী শিক্ষার্থীদের জন্য নিরাপদ আবাসন, পরিবহন ও স্বাস্থ্য সেবা নিশ্চিত করার প্রতিশ্রুতি দেওয়া হয়েছে। প্রস্তাবনায় রয়েছে সুস্থ ও নিরাপদ ক্যাম্পাস গড়ার অঙ্গীকার, যার মধ্যে রয়েছে দাড়ি-টুপি, বোরকা-হিজাবসহ সকল ধর্মীয় পোশাকের অধিকার নিশ্চিত করা, বিশ্ববিদ্যালয়ের হল ও আবাসিক ব্যবস্থায় স্বচ্ছতা আনা এবং মাদ্রাসা ব্যাকগ্রাউন্ড থেকে আসা শিক্ষার্থীদের বৈষম্য বন্ধ করা। পঞ্চম প্রস্তাবনা হলো ইনক্লুসিভ ও প্রগ্রেসিভ ক্যাম্পাস, যেখানে শিক্ষার্থীদের জন্য আন্তর্জাতিক মানের গবেষণা ও লাইব্রেরি সুবিধা নিশ্চিত করা হবে। ষষ্ঠ প্রস্তাবনায় রয়েছে প্রতিটি হলে রিডিং রুম, ক্যান্টিন ও চিকিৎসা সেবার মানোন্নয়ন। সপ্তম প্রস্তাবনা হলো খেলাধুলা ও সাংস্কৃতিক কার্যক্রমের প্রসার। অষ্টম ও শেষ প্রস্তাবনায় নারী শিক্ষার্থীদের জন্য নিরাপদ আবাসন, পরিবহন ও স্বাস্থ্য সেবা নিশ্চিত করার প্রতিশ্রুতি দেওয়া হয়েছে। প্রস্তাবনায় রয়েছে সুস্থ ও নিরাপদ ক্যাম্পাস গড়ার অঙ্গীকার, যার মধ্যে রয়েছে দাড়ি-টুপি, বোরকা-হিজাবসহ সকল ধর্মীয় পোশাকের অধিকার নিশ্চিত করা, বিশ্ববিদ্যালয়ের হল ও আবাসিক ব্যবস্থায় স্বচ্ছতা আনা এবং মাদ্রাসা ব্যাকগ্রাউন্ড থেকে আসা শিক্ষার্থীদের বৈষম্য বন্ধ করা। পঞ্চম প্রস্তাবনা হলো ইনক্লুসিভ ও প্রগ্রেসিভ ক্যাম্পাস, যেখানে শিক্ষার্থীদের জন্য আন্তর্জাতিক মানের গবেষণা ও লাইব্রেরি সুবিধা নিশ্চিত করা হবে। ষষ্ঠ প্রস্তাবনায় রয়েছে প্রতিটি হলে রিডিং রুম, ক্যান্টিন ও চিকিৎসা সেবার মানোন্নয়ন। সপ্তম প্রস্তাবনা হলো খেলাধুলা ও সাংস্কৃতিক কার্যক্রমের প্রসার। অষ্টম ও শেষ প্রস্তাবনায় নারী শিক্ষার্থীদের জন্য নিরাপদ আবাসন, পরিবহন ও স্বাস্থ্য সেবা নিশ্চিত করার প্রতিশ্রুতি দেওয়া হয়েছে। প্রস্তাবনায় রয়েছে সুস্থ ও নিরাপদ ক্যাম্পাস গড়ার অঙ্গীকার, যার মধ্যে রয়েছে দাড়ি-টুপি, বোরকা-হিজাবসহ সকল ধর্মীয় পোশাকের অধিকার নিশ্চিত করা, বিশ্ববিদ্যালয়ের হল ও আবাসিক ব্যবস্থায় স্বচ্ছতা আ <box>18 1206 277 1601</box>
article-body: সহসভাপতি (ভিপি) পদে তিনজন, সাধারণ সম্পাদক (জিএস) পদে ছয়জন প্রার্থী প্রতিদ্বন্দ্বিতা করছেন। নারী হলে প্রার্থিতার পরিস্থিতি: বেগম সুফিয়া কামাল হল: ১৫টি পদের মধ্যে নারীদের একাধিক প্রার্থী রয়েছে। ছাত্রী পদে শূন্য। বীরপ্রতীক তারামন বিবি হল: ১৫টি পদের মধ্যে একাধিক পদে প্রার্থী রয়েছে। প্রীতিলতা হল: ১৫টি পদে বিনাপ্রতিদ্বন্দ্বিতায় প্রার্থীরা জয়ী হতে যাচ্ছেন। নওয়াব ফয়জুন্নেসা হল: দুটি পদে একাধিক প্রার্থী থাকছে। ছাত্র হলে প্রার্থিতার পরিস্থিতি: ৯টি পদে বিনাপ্রতিদ্বন্দ্বিতায় নির্বাচিত হতে চলেছেন। আ ফ ম কামালউদ্দিন হল, মওলানা ভাসানী হল, শহীদ রফিক-জব্বার হলে একাধিক প্রার্থী রয়েছেন। শহীদ তাজউদ্দীন আহমেদ হল: একটি পদে প্রার্থী নেই। নির্বাচন সংক্রান্ত তথ্য: সর্বশেষ জাকসু নির্বাচন হয়েছিল ১৯৯২ সালে। গত বছর ৫ আগস্ট ছাত্র-জনতার অভ্যুত্থানের পর ছাত্র সংসদ নির্বাচনের দাবি জোরালো হয়। চলতি বছরের ২১ জুলাই জাকসুর তফসিল ঘোষণা করা হয়। নির্বাচনের ভোটগ্রহণ হবে আগামী ১১ সেপ্টেম্বর। মনোনয়নপত্র প্রত্যাহারের শেষ দিন ছিল ২৮ আগস্ট। প্রার্থী তালিকা প্রকাশ করা হবে ২৯ আগস্ট। ৩০ আগস্ট থেকে প্রার্থীরা প্রচার করতে পারবেন। ভোটের দিন সকাল ৯টা থেকে বিকেল ৫টা পর্যন্ত ভোটগ্রহণ চলবে এবং ১২ সেপ্টেম্বর চূড়ান্ত ফলাফল ঘোষণা করা হবে। সহসভাপতি (ভিপি) পদে তিনজন, সাধারণ সম্পাদক (জিএস) পদে ছয়জন প্রার্থী প্রতিদ্বন্দ্বিতা করছেন। নারী হলে প্রার্থিতার পরিস্থিতি: বেগম সুফিয়া কামাল হল: ১৫টি পদের মধ্যে নারীদের একাধিক প্রার্থী রয়েছে। ছাত্রী পদে শূন্য। বীরপ্রতীক তারামন বিবি হল: ১৫টি পদের মধ্যে একাধিক পদে প্রার্থী রয়েছে। প্রীতিলতা হল: ১৫টি পদে বিনাপ্রতিদ্বন্দ্বিতায় প্রার্থীরা জয়ী হতে যাচ্ছেন। নওয়াব ফয়জুন্নেসা হল: দুটি পদে একাধিক প্রার্থী থাকছে। ছাত্র হলে প্রার্থিতার পরিস্থিতি: ৯টি পদে বিনাপ্রতিদ্বন্দ্বিতায় নির্বাচিত হতে চলেছেন। আ ফ ম কামালউদ্দিন হল, মওলানা ভাসানী হল, শহীদ রফিক-জব্বার হলে একাধিক প্রার্থী রয়েছেন। শহীদ তাজউদ্দীন আহমেদ হল: একটি পদে প্রার্থী নেই। নির্বাচন সংক্রান্ত তথ্য: সর্বশেষ জাকসু নির্বাচন হয়েছিল ১৯৯২ সালে। গত বছর ৫ আগস্ট ছাত্র-জনতার অভ্যুত্থানের পর ছাত্র সংসদ নির্বাচনের দাবি জোরালো হয়। চলতি বছরের ২১ জুলাই জাকসুর তফসিল ঘোষণা করা হয়। নির্বাচনের ভোটগ্রহণ হবে আগামী ১১ সেপ্টেম্বর। মনোনয়নপত্র প্রত্যাহারের শেষ দিন ছিল ২৮ আগস্ট। প্রার্থী তালিকা প্রকাশ করা হবে ২৯ আগস্ট। ৩০ আগস্ট থেকে প্রার্থীরা প্রচার করতে পারবেন। ভোটের দিন সকাল ৯টা থেকে বিকেল ৫টা পর্যন্ত ভোটগ্রহণ চলবে এবং ১২ সেপ্টেম্বর চূড়ান্ত ফলাফল ঘোষণা করা হবে। সহসভাপতি (ভিপি) পদে তিনজন, সাধারণ সম্পাদক (জিএস) পদে ছয়জন প্রার্থী প্রতিদ্বন্দ্বিতা করছেন। নারী হলে প্রার্থিতার পরিস্থিতি: বেগম সুফিয়া কামাল হল: ১৫টি পদের মধ্যে নারীদের একাধিক প্রার্থী রয়েছে। ছাত্রী পদে শূন্য। বীরপ্রতীক তারামন বিবি হল: ১৫টি পদের মধ্যে একাধিক পদে প্রার্থী রয়েছে। প্রীতিলতা হল: ১৫টি পদে বিনাপ্রতিদ্বন্দ্বিতায় প্রার্থীরা জয়ী হতে যাচ <box>18 699 277 1157</box>
article <box>287 1668 556 2350</box>
continued-label: ১ম পাতার পর <box>1078 99 1124 108</box>
article-body: থেকে ৩টি ইলিশ নিয়ে ঘাটে ফেরেন। তিনি বলেন, মৌসুমের এ সময়ে নদীতে ইলিশ পাওয়া যাচ্ছে না। এতে ঋণের বোঝা নিয়ে দুশ্চিন্তায় দিন কাটাচ্ছেন জেলেরা। মৎস্য বিভাগ জানিয়েছে, জলবায়ু পরিবর্তন, নদীর নাব্যতা সংকট ও অবৈধ জাল ব্যবহারের কারণে ইলিশের বিচরণ কমে গেছে। চাঁদপুর, লক্ষ্মীপুর ও ভোলার বিভিন্ন মৎস্যঘাটে এখন সুনসান নীরবতা। আড়তদাররা জানান, গত বছরের তুলনায় এবার ইলিশের সরবরাহ অর্ধেকেরও কম। বাজারে ইলিশের দাম বেড়েছে কয়েকগুণ। এক কেজি ওজনের ইলিশ বিক্রি হচ্ছে দুই হাজার টাকার বেশি দামে। জেলেরা বলছেন, সরকারি সহায়তা না পেলে তাদের পক্ষে টিকে থাকা কঠিন হয়ে পড়বে। অনেক জেলে পেশা বদলে অন্য কাজে চলে যাচ্ছেন। মৎস্য কর্মকর্তারা আশা করছেন, সেপ্টেম্বরে ইলিশের সরবরাহ বাড়তে পারে। থেকে ৩টি ইলিশ নিয়ে ঘাটে ফেরেন। তিনি বলেন, মৌসুমের এ সময়ে নদীতে ইলিশ পাওয়া যাচ্ছে না। এতে ঋণের বোঝা নিয়ে দুশ্চিন্তায় দিন কাটাচ্ছেন জেলেরা। মৎস্য বিভাগ জানিয়েছে, জলবায়ু পরিবর্তন, নদীর নাব্যতা সংকট ও অবৈধ জাল ব্যবহারের কারণে ইলিশের বিচরণ কমে গেছে। চাঁদপুর, লক্ষ্মীপুর ও ভোলার বিভিন্ন মৎস্যঘাটে এখন সুনসান নীরবতা। আড়তদাররা জানান, গত বছরের তুলনায় এবার ইলিশের সরবরাহ অর্ধেকেরও কম। বাজারে ইলিশের দাম বেড়েছে কয়েকগুণ। এক কেজি ওজনের ইলিশ বিক্রি হচ্ছে দুই হাজার টাকার বেশি দামে। জেলেরা বলছেন, সরকারি সহায়তা না পেলে তাদের পক্ষে টিকে থাকা কঠিন হয়ে পড়বে। অনেক জেলে পেশা বদলে অন্য কাজে চলে যাচ্ছেন। মৎস্য কর্মকর্তারা আশা করছেন, সেপ্টেম্বরে ইলিশের সরবরাহ বাড়তে পারে। থেকে ৩টি ইলিশ নিয়ে ঘাটে ফেরেন। তিনি বলেন, মৌসুমের এ সময়ে নদীতে ইলিশ পাওয়া যাচ্ছে না। এতে ঋণের বোঝা নিয়ে দুশ্চিন্তায় দিন কাটাচ্ছেন জেলেরা। মৎস্য বিভাগ জানিয়েছে, জলবায়ু পরিবর্তন, নদীর নাব্যতা সংকট ও অবৈধ জাল ব্যবহারের কারণে ইলিশের বিচরণ কমে গেছে। চাঁদপুর, লক্ষ্মীপুর ও ভোলার বিভিন্ন মৎস্যঘাটে এখন সুনসান নীরবতা। আড়তদাররা জানান, গত বছরের তুলনায় এবার ইলিশের সরবরাহ অর্ধেকেরও কম। বাজারে ইলিশের দাম বেড়েছে কয়েকগুণ। এক কেজি ওজনের ইলিশ বিক্রি হচ্ছে দুই হাজার টাকার বেশি দামে। জেলেরা বলছেন, সরকারি সহায়তা না পেলে তাদের পক্ষে টিকে থাকা কঠিন হয়ে পড়বে। অনেক জেলে পেশা বদলে অন্য কাজে চলে যাচ্ছেন। মৎস্য কর্মকর্তারা আশা করছেন, সেপ্টেম্বরে ইলিশের সরবরাহ বাড়তে পারে। থেকে ৩টি ইলিশ নিয়ে ঘাটে ফেরেন। তিনি বলেন, মৌসুমের এ সময়ে নদীতে ইলিশ পাওয়া যাচ্ছে না। এতে ঋণের বোঝা নিয়ে দুশ্চিন্তায় দিন কাটাচ্ছেন জেলেরা। মৎস্য বিভাগ জানিয়েছে, জলবায়ু পরিবর্তন, নদীর নাব্যতা সংকট ও অবৈধ জাল ব্যবহারের কারণে ইলিশের বিচরণ কমে গেছে। চাঁদপুর, লক্ষ্মীপুর ও ভোলার বিভিন্ন মৎস্যঘাটে এখন সুনসান নীরবতা। আড়তদাররা জানান, গত বছরের তুলনায় এবার ইলিশের সরবরাহ অর্ধেকেরও কম। বাজারে ইলিশের দাম বেড়েছে কয়েকগুণ। এক কেজি ওজনের ইলিশ বিক্রি হচ্ছে দুই হাজার টাকার বেশি দামে। জেলেরা বলছেন, সরকারি সহায়তা না পেলে তাদের পক্ষে টিকে থাকা কঠিন হয়ে পড়বে। অনেক জেলে পেশা বদলে অন্য কাজে চলে যাচ্ছেন। মৎস্য কর্মকর্তারা আশা করছেন, সেপ্টেম্বরে ইলিশের সরবরাহ বাড়তে পারে। থেকে ৩টি ইলিশ নিয়ে ঘাটে ফেরেন। তিনি বলেন, মৌসুমের এ সময়ে নদীতে ইলিশ পাওয়া যাচ্ছে না। এতে ঋণের বোঝা নিয়ে দুশ্চিন্তায় দিন কাটাচ্ছেন জেলেরা। মৎস্য বিভাগ জানিয়েছে, জলবায়ু পরিবর্তন, নদীর নাব্যতা সংকট ও অবৈধ জাল ব্যবহারের কারণে ইলিশের বিচরণ কমে গেছে। চাঁদপুর, লক্ষ্মীপুর ও ভোলার বিভিন্ন মৎস্যঘাটে এখন সুনসান নীরবতা। আড়তদাররা জানান, গত বছরের তুলনায় এবার ইলিশের সরবরাহ অর্ধেকেরও কম। বাজারে ইলিশের দাম বেড়েছে কয়েকগুণ। এক কেজি ওজনের ইলিশ বিক্রি হচ্ছে দুই হাজার টাকার বেশি দামে। জেলেরা বলছেন, সরকারি সহায়তা না পেলে তাদের পক্ষে টিকে থাকা কঠিন হয়ে পড়বে। অনেক জেলে পেশা বদলে অন্য কাজে চলে যাচ্ছেন। মৎস্য কর্মকর্তারা আশা করছেন, সেপ্টেম্বরে ইলিশের সরবরাহ বাড়তে পারে। থেকে ৩টি ইলিশ নিয়ে ঘাটে ফেরেন। তিনি বলেন, মৌসুমের এ সময়ে নদীতে ইলিশ পাওয়া যাচ্ছে না। এতে ঋণের বোঝা নিয়ে দুশ্চিন্তায় দিন কাটাচ্ছেন জেলেরা। মৎস্য ব <box>287 1705 556 2348</box>
article-body: বিবর্তন নিয়ে নতুন করে ভাবাচ্ছে বিজ্ঞানীদের। মুক্তরাজ্যের বার্মিংহাম বিশ্ববিদ্যালয়ের জ্যাপক রিচার্ড বাটলার বলেন, এটি এখন পর্যন্ত আবিষ্কার হওয়া সবচেয়ে অদ্ভুত ডাইনোসরগুলোর একটি। দরকারি দেহাংশগুলোর সঙ্গে স্পাইকোমেসাস আফার-এর কোনো সন্ধান পান একজন কৃষক। তবে কঙ্কালের পুরো অংশ পাওয়া যায়নি। তাই ডাইনোসারটির পুরোপুরি গড়ন কেমন ছিল, সে বিষয <box>18 113 277 186</box>
article <box>566 1051 835 1224</box>
continued-label: শেষ পাতার পর <box>228 538 277 548</box>
continued-label: শেষ পাতার পর <box>507 1186 556 1196</box>
article-headline[interactable]: আজ তিন দলের সঙ্গে প্রধান উপদেষ্টার বৈঠক <box>581 1355 821 1393</box>
article-headline[interactable]: এআইকে শিক্ষকের বিকল্প বানাচ্ছে <box>597 422 804 440</box>
article <box>287 546 556 1153</box>
article-separator <box>566 898 835 899</box>
article-body: আঁচল ফাউন্ডেশনের জরিপে দেখা গেছে, বিশ্ববিদ্যালয় শিক্ষার্থীদের ৪২ শতাংশ বিভিন্ন ধরনের বৈষম্যের শিকার হয়েছেন। এর মধ্যে লিঙ্গভিত্তিক, আঞ্চলিক ও আর্থিক বৈষম্য উল্লেখযোগ্য। বাড়ছে মানসিক সমস্যা: বৈষম্যের শিকার শিক্ষার্থীদের মধ্যে উদ্বেগ ও বিষণ্ণতার হার বেশি। প্রশাসনিক পদক্ষেপে ঘাটতি: অধিকাংশ শিক্ষার্থী জানিয়েছেন, অভিযোগ জানানোর পরও প্রশাসন কার্যকর ব্যবস্থা নেয়নি। মানসিক স্বাস্থ্যসেবা নিতে চান না শিক্ষার্থীরা: সামাজিক লজ্জা ও অর্থের অভাবে অনেকেই কাউন্সেলিং সেবা নেন না। আঁচল ফাউন্ডেশনের প্রস্তাব: প্রতিটি বিশ্ববিদ্যালয়ে বৈষম্যবিরোধী সেল গঠন ও মানসিক স্বাস্থ্যসেবা সহজলভ্য করার সুপারিশ করা হয়েছে। আঁচল ফাউন্ডেশনের জরিপে দেখা গেছে, বিশ্ববিদ্যালয় শিক্ষার্থীদের ৪২ শতাংশ বিভিন্ন ধরনের বৈষম্যের শিকার হয়েছেন। এর মধ্যে লিঙ্গভিত্তিক, আঞ্চলিক ও আর্থিক বৈষম্য উল্লেখযোগ্য। বাড়ছে মানসিক সমস্যা: বৈষম্যের শিকার শিক্ষার্থীদের মধ্যে উদ্বেগ ও বিষণ্ণতার হার বেশি। প্রশাসনিক পদক্ষেপে ঘাটতি: অধিকাংশ শিক্ষার্থী জানিয়েছেন, অভিযোগ জানানোর পরও প্রশাসন কার্যকর ব্যবস্থা নেয়নি। মানসিক স্বাস্থ্যসেবা নিতে চান না শিক্ষার্থীরা: সামাজিক লজ্জা ও অর্থের অভাবে অনেকেই কাউন্সেলিং সেবা নেন না। আঁচল ফাউন্ডেশনের প্রস্তাব: প্রতিটি বিশ্ববিদ্যালয়ে বৈষম্যবিরোধী সেল গঠন ও মানসিক স্বাস্থ্যসেবা সহজলভ্য করার সুপারিশ করা হয়েছে। আঁচল ফাউন্ডেশনের জরিপে দেখা গেছে, বিশ্ববিদ্যালয় শিক্ষার্থীদের ৪২ শতাংশ বিভিন্ন ধরনের বৈষম্যের শিকার হয়েছেন। এর মধ্যে লিঙ্গভিত্তিক, আঞ্চলিক ও আর্থিক বৈষম্য উল্লেখযোগ্য। বাড়ছে মানসিক সমস্যা: বৈষম্যের শিকার শিক্ষার্থীদের মধ্যে উদ্বেগ ও বিষণ্ণতার হার বেশি। প্রশাসনিক পদক্ষেপে ঘাটতি: অধিকাংশ শিক্ষার্থী জানিয়েছেন, অভিযোগ জানানোর পরও প্রশাসন কার্যকর ব্যবস্থা নেয়নি। মানসিক স্বাস্থ্যসেবা নিতে চান না শিক্ষার্থীরা: সামাজিক লজ্জা ও অর্থের অভাবে অনেকেই কাউন্সেলিং সেবা নেন না। আঁচল ফাউন্ডেশনের প্রস্তাব: প্রতিটি বিশ্ববিদ্যালয়ে বৈষম্যবিরোধী সেল গঠন ও মানসিক স্বাস্থ্যসেবা সহজলভ্য করার সুপারিশ করা হয়েছে। আঁচল ফাউন্ডেশনের জরিপে দেখা গেছে, বিশ্ববিদ্যালয় শিক্ষার্থীদের ৪২ শতাংশ বিভিন্ন ধরনের বৈষম্যের শিকার হয়েছেন। এর মধ্যে লিঙ্গভিত্তিক, আঞ্চলিক ও আর্থিক বৈষম্য উল্লেখযোগ্য। বাড়ছে মানসিক সমস্যা: বৈষম্যের শিকার শিক্ষার্থীদের মধ্যে উদ্বেগ ও বিষণ্ণতার হার বেশি। প্রশাসনিক পদক্ষেপে ঘাটতি: অধিকাংশ শিক্ষার্থী জানিয়েছেন, অভিযোগ জানানোর পরও প্রশাসন কার্যকর ব্যবস্থা নেয়নি। মানসিক স্বাস্থ্যসেবা নিতে চান না শিক্ষার্থীরা: সামাজিক লজ্জা ও অর্থের অভাবে অনেকেই কাউন্সেলিং সেবা নেন না। আঁচল ফাউন্ডেশনের প্রস্তাব: প্রতিটি বিশ্ববিদ্যালয়ে বৈষম্যবিরোধী সেল গঠন ও মানসিক স্বাস্থ্যসেবা সহজলভ্য করার সুপারিশ করা হয়েছে। আঁচল ফাউন্ডেশনের জরিপে দেখা গেছে, বিশ্ববিদ্যালয় শিক্ষার্থীদের ৪২ শতাংশ বিভিন্ন ধরনের বৈষম্যের শিকার হয়েছেন। এর মধ্যে লিঙ্গভিত্তিক, আঞ্চলিক ও আর্থিক বৈষম্য উল্লেখযোগ্য। বাড়ছে মানসিক সমস্যা: বৈষম্যের শিকার শিক্ষার্থীদের মধ্যে উদ্বেগ ও বিষণ্ণতার হার বেশি। প্রশাসনিক পদক্ষেপে ঘাটতি: অধিকাংশ শিক্ষার্থী জানিয়েছেন, অভিযোগ জানানোর পরও প্রশাসন কার্যকর ব্যবস্থা নেয়নি। মানসিক স্বাস্থ্যসেবা নিতে চান না শিক্ষার্ <box>845 2105 1124 2574</box>
article-body: আলোচনায় নির্বাচনের রোডম্যাপ, জুলাই সনদ ও সংস্কার প্রস্তাব নিয়ে কথা হবে। প্রধান উপদেষ্টার প্রেস উইং জানিয়েছে, বৈঠকটি রাষ্ট্রীয় অতিথি ভবন যমুনায় অনুষ্ঠিত হবে। রাজনৈতিক দলগুলো ফেব্রুয়ারির প্রথমার্ধে নির্বাচন আয়োজনের বিষয়ে মত দিয়েছে। আলোচনায় নির্বাচনের রোডম্যাপ, জুলাই সনদ ও সংস্কার প্রস্তাব নিয়ে কথা হবে। প্রধান উপদেষ্টার প্রেস উইং জানিয়েছে, বৈঠকটি রাষ্ট্রীয় অতিথি ভবন যমুনায় অনুষ্ঠিত হবে। রাজনৈতিক দলগুলো ফেব্রুয়ারির প্রথমার্ধে নির্বাচন আয়োজনের বিষয়ে মত দিয়েছে। আলোচনায় নির্বাচনের রোডম্যাপ, জুলাই সনদ ও সংস্কার প্রস্তাব নিয়ে কথা হবে। প্রধান উপদেষ্টার প্রেস উইং জানিয়েছে, বৈঠকটি রাষ্ট্রীয় অতিথি ভবন যমুনায় অনুষ্ঠিত হবে। রাজনৈতিক দলগুলো ফেব্রুয়ারির প্রথমার্ধে নির্বাচন আয়োজনের বিষয়ে মত দিয়েছে। আলোচনায় নির্বাচনের রোডম্যাপ, জুলাই সনদ ও সংস্কার প্রস্তাব নিয়ে কথা হবে। প্রধান উপদেষ্টার প্রে <box>566 1412 835 1559</box>
article <box>287 77 556 535</box>
article-body: এ বিষয়ে কেন্দ্রীয় সরকারের কাছে নির্দিষ্ট নির্দেশ দেওয়া হয়েছে। পশ্চিমবঙ্গ সরকারের পক্ষ থেকে বলা হয়েছে, বাংলাভাষী শ্রমিকদের বাংলাদেশি আখ্যা দিয়ে হয়রানি করা হচ্ছে। বিভিন্ন রাজ্যে তাদের আটক করে পুশইন করার অভিযোগ উঠেছে। মুখ্যমন্ত্রী মমতা বন্দ্যোপাধ্যায় এর তীব্র প্রতিবাদ জানিয়েছেন। এ বিষয়ে কেন্দ্রীয় সরকারের কাছে নির্দিষ্ট নির্দেশ দেওয়া হয়েছে। পশ্চিমবঙ্গ সরকারের পক্ষ থেকে বলা হয়েছে, বাংলাভাষী শ্রমিকদের বাংলাদেশি আখ্যা দিয়ে হয়রানি করা হচ্ছে। বিভিন্ন রাজ্যে তাদের আটক করে পুশইন করার অভিযোগ উঠেছে। মুখ্যমন্ত্রী মমতা বন্দ্যোপাধ্যায় এর তীব্র প্রতিবাদ জানিয়েছেন। এ বিষয়ে <box>566 312 835 410</box>
article-body: ভিডিও ফুটেজে দেখা যায়, মিছিল নিয়ে কয়েকশ মানুষ কার্যালয়ের সামনে জড়ো হয়। এ সময় তারা ভাঙচুর চালায় এবং আসবাবপত্রে আগুন ধরিয়ে দেয়। ফায়ার সার্ভিসের দুটি ইউনিট ঘটনাস্থলে গিয়ে আগুন নিয়ন্ত্রণে আনে। জাতীয় পার্টির নেতারা অভিযোগ করেছেন, পরিকল্পিতভাবে এই হামলা চালানো হয়েছে। ঠাকুরগাঁও, রংপুর, কুড়িগ্রাম ও গাইবান্ধাসহ বিভিন্ন জেলায় দলটির কার্যালয়ে হামলার খবর পাওয়া গেছে। টাঙ্গাইলে জাতীয় পার্টির জেলা কার্যালয়ে ভাঙচুর করা হয়েছে। ময়মনসিংহে কার্যালয়ের সাইনবোর্ড খুলে ফেলা হয়েছে। রাজশাহীতে দলীয় কার্যালয়ে তালা লাগিয়ে দেওয়া হয়। সিলেটে দলটির নেতাদের বাসায় হামলার অভিযোগ পাওয়া গেছে। পুলিশ জানিয়েছে, পরিস্থিতি নিয়ন্ত্রণে অতিরিক্ত ফোর্স মোতায়েন করা হয়েছে। এ ঘটনায় মামলার প্রস্তুতি চলছে বলে দলটির পক্ষ থেকে জানানো হয়েছে। ভিডিও ফুটেজে দেখা যায়, মিছিল নিয়ে কয়েকশ মানুষ কার্যালয়ের সামনে জড়ো হয়। এ সময় তারা ভাঙচুর চালায় এবং আসবাবপত্রে আগুন ধরিয়ে দেয়। ফায়ার সার্ভিসের দুটি ইউনিট ঘটনাস্থলে গিয়ে আগুন নিয়ন্ত্রণে আনে। জাতীয় পার্টির নেতারা অভিযোগ করেছেন, পরিকল্পিতভাবে এই হামলা চালানো হয়েছে। ঠাকুরগাঁও, রংপুর, কুড়িগ্রাম ও গাইবান্ধাসহ বিভিন্ন জেলায় দলটির কার্যালয়ে হামলার খবর পাওয়া গেছে। টাঙ্গাইলে জাতীয় পার্টির জেলা কার্যালয়ে ভাঙচুর করা হয়েছে। ময়মনসিংহে কার্যালয়ের সাইনবোর্ড খুলে ফেলা হয়েছে। রাজশাহীতে দলীয় কার্যালয়ে তালা লাগিয়ে দেওয়া হয়। সিলেটে দলটির নেতাদের বাসায় হামলার অভিযোগ পাওয়া গেছে। পুলিশ জানিয়েছে, পরিস্থিতি নিয়ন্ত্রণে অতিরিক্ত ফোর্স মোতায়েন করা হয়েছে। এ ঘটনায় মামলার প্রস্তুতি চলছে বলে দলটির পক্ষ থেকে জানানো হয়েছে। ভিডিও ফুটেজে দেখা যায়, মিছিল নিয়ে কয়েকশ মানুষ কার্যালয়ের সামনে জড়ো হয়। এ সময় তারা ভাঙচুর চালায় এবং আসবাবপত্রে আগুন ধরিয়ে দেয়। ফায়ার সার্ভিসের দুটি ইউনিট ঘটনাস্থলে গিয়ে আগুন নিয়ন্ত্রণে আনে। জাতীয় পার্টির নেতারা অভিযোগ করেছেন, পরিকল্পিতভাবে এই হামলা চালানো হয়েছে। ঠাকুরগাঁও, রংপুর, কুড়িগ্রাম ও গাইবান্ধাসহ বিভিন্ন জেলায় দলটির কার্যালয়ে হামলার খবর পাওয়া গেছে। টাঙ্গাইলে জাতীয় পার্টির জেলা কার্যালয়ে ভাঙচুর করা হয়েছে। ময়মনসিংহে কার্যালয়ের সাইনবোর্ড খুলে ফেলা হয়েছে। রাজশাহীতে দলীয় কার্যালয়ে তালা লাগিয়ে দেওয়া হয়। সিলেটে দলটির নেতাদের বাসায় হামলার অভিযোগ পাওয়া গেছে। পুলিশ জানিয়েছে, পরিস্থিতি নিয়ন্ত্রণে অতিরিক্ত ফোর্স মোতায়েন করা হয়েছে। এ ঘটনায় মামলার প্রস্তুতি চলছে বলে দলটির পক্ষ থেকে জানানো হয়েছে। ভিডিও ফুটেজে দেখা যায়, মিছিল নিয়ে কয়েকশ মানুষ কার্যালয়ের সামনে জড়ো হয়। এ সময় তারা ভাঙচুর চালায় এবং আসবাবপত্রে আগুন ধরিয়ে দেয়। ফায়ার সার্ভিসের দুটি ইউনিট ঘটনাস্থলে গিয়ে আগুন নিয়ন্ত্রণে আনে। জাতীয় পার্টির নেতারা অভিযোগ করেছেন, পরিকল্পিতভাবে এই হামলা চালানো হয়েছে। ঠাকুরগাঁও, রংপুর, কুড়িগ্রাম ও গাইবান্ধাসহ বিভিন্ন জেলায় দলটির কার্যালয়ে হামলার খবর পাওয়া গেছে। টাঙ্গাইলে জাতীয় পার্টির জেলা কার্যালয়ে ভাঙচুর করা হয়েছে। ময়মনসিংহে কার্যালয়ের সাইনবোর্ড খুলে ফেলা হয়েছে। রাজশাহীতে দলীয় কার্যালয়ে তালা লাগিয়ে দেওয়া হয়। সিলেটে দলটির নেতাদের বাসায় হামলার অভিযোগ পাওয়া গেছে। পুলিশ জানিয়েছে, পরিস্থিতি নিয়ন্ত্রণে অতিরিক্ত ফোর্স মোতায়েন করা হয়েছে। এ ঘটনায় মামলার প্রস্তুতি চলছে বলে দলটির পক্ষ থেকে জানানো হয়েছে। ভিডিও ফুটেজে দেখা যায়, মিছিল নিয়ে কয়েকশ মানুষ কার্যালয়ের সামনে জড়ো হয়। এ সময় তারা ভাঙচুর চালায় এবং আসবাবপত্রে আগুন ধরিয়ে দেয়। ফায়ার সার্ভিসের দুটি ইউনিট ঘটনাস্থলে গিয়ে আগুন নিয়ন্ত্রণে আনে। জাতীয় পার্টির নেতারা অভিযোগ করেছেন, পরিকল্পিতভাবে এই হামলা চালানো হয়েছে। ঠাকুরগাঁও, রংপুর, কুড়িগ্রাম ও গাইবান্ধাসহ বিভিন্ন জেলায় দলটির কার্যালয়ে হামলার খবর পাওয়া গেছে। টাঙ্গাইলে জাতীয় পার্টির জেলা কার্যালয়ে ভাঙচুর করা হয়েছে। ময়মনসিংহে কার্যালয়ের সাইনবোর্ড খুলে ফেলা হয়েছে। রাজশাহীতে দলীয় কার্যালয়ে তালা লাগিয়ে দেওয়া হয়। সিলেটে দলটির নেতাদের বাসায় হামলার অভিযোগ পাওয়া গেছে। পুলিশ জানিয়েছে, পরিস্থিতি নিয়ন্ত্রণে অতিরিক্ত ফোর্স মোতায়েন করা হয়েছে। এ ঘটনায় মামলার প্রস্তুতি চলছে বলে দলটির পক্ষ থেকে জানানো হয়েছে। ভিডিও ফুটেজে দেখা যায়, মিছিল নিয়ে কয়েকশ মানুষ কার্যালয়ের সামনে জড়ো হয়। এ সময় তারা ভাঙচুর চালায় এবং আসবাবপত্রে আগুন ধরিয়ে দেয়। ফায়ার সার্ভিসের দুটি ইউনিট ঘটনাস্থলে গিয়ে আগুন নিয়ন্ত্রণে আনে। জাতীয় পার্টির নেতারা অভিযোগ করেছেন, পরিকল্পিতভাবে এই হামলা চালানো হয়েছে। ঠাকুরগাঁও, রংপুর, কুড়িগ্রাম ও গাইবান্ধাসহ বিভিন্ন জেলায় দলটির কার্যালয়ে হামলার খবর পাওয়া গেছে। টাঙ্গাইলে জাতীয় পার্টির জেলা কার্যালয়ে ভাঙচুর করা হয়েছে। ময়মনসিংহে কার্যালয়ের সাইনবোর্ড খুলে ফেলা হয়েছে। রাজশাহীতে দলীয় কার্যালয়ে তালা লাগিয়ে দেওয়া হয়। সিলেটে দলটির নেতাদের বাসায় হামলার অভিযোগ পাওয়া গেছে। পুলিশ জানিয়েছে, পরিস্থ <box>566 1608 835 2375</box>
column-divider <box>840 73 841 1754</box>
article-body: নেতা নজরুল ইসলাম খান ও সালাহউদ্দিন আহমদসহ অন্যান্য নেতারা উপস্থিত ছিলেন। প্রধান উপদেষ্টা বলেন, এই ঘটনার একটি স্বচ্ছ বিচার বিভাগীয় তদন্ত হবে এবং দোষীদের কোনো ছাড় দেওয়া হবে না। এর আগে বৈঠকে বিএনপি নেতারা হামলার তীব্র নিন্দা জানান। তারা বলেন, রাজনৈতিক সহিংসতা বন্ধ না হলে সুষ্ঠু নির্বাচন সম্ভব নয়। প্রধান উপদেষ্টা জানান, সরকার সব দলের নিরাপত্তা নিশ্চিত করতে বদ্ধপরিকর। আইনশৃঙ্খলা বাহিনীকে কঠোর নির্দেশনা দেওয়া হয়েছে। তিনি বলেন, গণতান্ত্রিক উত্তরণের পথে কোনো বাধা মেনে নেওয়া হবে না। বৈঠকে নির্বাচনি রোডম্যাপ ও প্রস্তুতি নিয়েও আলোচনা হয়। বিএনপি নেতারা দ্রুত নির্বাচনের তারিখ ঘোষণার দাবি জানান। প্রধান উপদেষ্টা আশ্বস্ত করেন, ঘোষিত সময়সূচি অনুযায়ী নির্বাচন অনুষ্ঠিত হবে। বৈঠক শেষে প্রেস সচিব সাংবাদিকদের বিস্তারিত ব্রিফ করেন। নেতা নজরুল ইসলাম খান ও সালাহউদ্দিন আহমদসহ অন্যান্য নেতারা উপস্থিত ছিলেন। প্রধান উপদেষ্টা বলেন, এই ঘটনার একটি স্বচ্ছ বিচার বিভাগীয় তদন্ত হবে এবং দোষীদের কোনো ছাড় দেওয়া হবে না। এর আগে বৈঠকে বিএনপি নেতারা হামলার তীব্র নিন্দা জানান। তারা বলেন, রাজনৈতিক সহিংসতা বন্ধ না হলে সুষ্ঠু নির্বাচন সম্ভব নয়। প্রধান উপদেষ্টা জানান, সরকার সব দলের নিরাপত্তা নিশ্চিত করতে বদ্ধপরিকর। আইনশৃঙ্খলা বাহিনীকে কঠোর নির্দেশনা দেওয়া হয়েছে। তিনি বলেন, গণতান্ত্রিক উত্তরণের পথে কোনো বাধা মেনে নেওয়া হবে না। বৈঠকে নির্বাচনি রোডম্যাপ ও প্রস্তুতি নিয়েও আলোচনা হয়। বিএনপি নেতারা দ্রুত নির্বাচনের তারিখ ঘোষণার দাবি জানান। প্রধান উপদেষ্টা আশ্বস্ত করেন, ঘোষিত সময়সূচি অনুযায়ী নির্বাচন অনুষ্ঠিত হবে। বৈঠক শেষে প্রেস সচিব সাংবাদিকদের বিস্তারিত ব্রিফ করেন। নেতা নজরুল ইসলাম খান ও সালাহউদ্দিন আহমদসহ অন্যান্য নেতারা উপস্থিত ছিলেন। প্রধান উপদেষ্টা বলেন, এই ঘটনার একটি স্বচ্ছ বিচার বিভাগীয় তদন্ত হবে এবং দোষীদের কোনো ছাড় দেওয়া হবে না। এর আগে বৈঠকে বিএনপি নেতারা হামলার তীব্র নিন্দা জানান। তারা বলেন, রাজনৈতিক সহিংসতা বন্ধ না হলে সুষ্ঠু নির্বাচন সম্ভব নয়। প্রধান উপদেষ্টা জানান, সরকার সব দলের নিরাপত্তা নিশ্চিত করতে বদ্ধপরিকর। আইনশৃঙ্খলা বাহিনীকে কঠোর নির্দেশনা দেওয়া হয়েছে। তিনি বলেন, গণতান্ত্রিক উত্তরণের পথে কোনো বাধা মেনে নেওয়া হবে না। বৈঠকে নির্বাচনি রোডম্যাপ ও প্রস্তুতি নিয়েও আলোচনা হয়। বিএনপি নেতারা দ্রুত নির্বাচনের তারিখ ঘোষণার দাবি জানান। প্রধান উপদেষ্টা আশ্বস্ত করেন, ঘোষিত সময়সূচি অনুযায়ী নির্বাচন অনুষ্ঠিত হবে। বৈঠক শেষে প্রেস সচিব সাংবাদিকদের বিস্তারিত ব্রিফ করেন। নেতা নজরুল ইসলাম খান ও সালাহউদ্দিন আহমদসহ অন্যান্য নেতারা উপস্থিত ছিলেন। প্রধান উপদেষ্টা বলেন, এই ঘটনার একটি স্বচ্ছ বিচার বিভাগীয় তদন্ত হবে এবং দোষীদের কোনো ছাড় দেওয়া হবে না। এর আগে বৈঠকে বিএনপি নেতারা হামলার তীব্র নিন্দা জানান। তারা বলেন, রাজনৈতিক সহিংসতা বন্ধ না হলে সুষ্ঠু নির্বাচন সম্ভব নয়। প্রধান উপদেষ্টা জানান, সরকার সব দলের নিরাপত্তা নিশ্চিত করতে বদ্ধপরিকর। আইনশৃঙ্খলা বাহিনীকে কঠোর নির্দেশনা দেওয়া হয়েছে। তিনি বলেন, গণতান্ত্রিক উত্তরণের পথে কোনো বাধা মেনে নেওয়া হবে না। বৈঠকে নির্বাচনি রোডম্যাপ ও প্রস্তুতি নিয়েও আলোচনা হয়। বিএনপি নেতারা দ্রুত নির্বাচনের তারিখ ঘোষণার দাবি জানান। প্রধান উপদেষ্টা আশ্বস্ত করেন, ঘোষিত সময়সূচি অনুযায়ী নির্বাচন অনুষ্ঠিত হবে। বৈঠক শেষে প্রেস সচিব সাংবাদিকদের বিস্তারিত ব্রিফ করেন। নেতা নজরুল ইসলাম খান ও সালাহউদ্দিন আহমদসহ অন্যান্য নেতারা উপস্থিত ছিলেন। প্রধান উপদেষ্টা বলেন, এই ঘটনার একটি স্বচ্ছ বিচার বিভাগীয় তদন্ত হবে এবং দোষীদের কোনো ছাড় দেওয়া হবে না। এর আগে বৈঠকে বিএনপি নেতারা হামলার তীব্র নিন্দা জানান। তারা বলেন, রাজনৈতিক সহিংসতা বন্ধ না হলে সুষ্ঠু নির্বাচন সম্ভব নয়। প্রধান উপদেষ্টা জানান, সরকার সব দলের নিরাপত্তা নিশ্চিত করতে বদ্ধপরিকর। আইনশৃঙ্খলা বাহিনীকে কঠোর নির্দেশনা দেওয়া হয়েছে। তিনি বলেন, গণতান্ত্রিক উত্তরণের পথে কোনো বাধা মেনে নেওয়া হবে না। বৈঠকে নির্বাচনি রোডম্যাপ ও প্রস্তুতি নিয়েও আলোচনা হয়। বিএনপি নেতারা দ্রুত নির্বাচনের তারিখ ঘোষণার দাবি জানান। প্রধান উপদেষ্টা আশ্বস্ত করেন, ঘোষিত সময়সূচি অনুযায়ী নির্বাচন অনুষ্ঠিত হবে। বৈঠক শেষে প্রেস সচিব সাংবাদিকদের বিস্তারিত ব্রিফ করেন। নেতা নজরুল ইসলাম খান ও সালাহউদ্দিন আহমদসহ অন্যান্য নেতারা উপস্থিত ছিলেন। প্রধান উপদেষ্টা বলেন, এই ঘটনার একটি স্বচ্ছ বিচার বিভাগীয় তদন্ত হবে এবং দোষীদের কোনো ছাড় দেওয়া হবে না। এর আগে বৈঠকে বিএনপি নেতারা হামলার তীব্র নিন্দা জানান। তারা বলেন, রাজনৈতিক সহিংসতা বন্ধ না হলে সুষ্ঠু নির্বাচন সম্ভব নয়। প্রধান উপদেষ্টা জানান, সরকার সব দলের নিরাপত্তা নিশ্চিত করতে বদ্ধপরিকর। আইনশৃঙ্খলা বাহিনীকে কঠোর নির্দেশনা দেওয়া হয়েছে। তিনি বলেন, গণতান্ত্রিক উত্তরণের পথে কোনো বাধা মেনে নেওয়া হবে না। বৈঠকে নির্বাচনি রোডম্যাপ ও প্রস্তুতি নিয়েও আলোচনা হয়। বিএনপি নেতারা দ্রুত নির্বাচনের তারিখ ঘোষণার দাবি জানান। প্রধান উপদেষ্টা আশ্বস্ত করেন, ঘোষিত সময়সূচি অনুযায়ী নির্বাচন অনুষ্ঠিত হবে। বৈঠক শেষে প্রেস সচিব সাংবাদিকদের বিস্তারিত ব্রিফ করেন। নেতা নজরুল ই <box>845 113 1124 882</box>
article-body: পক্ষে সম্ভব হবে না। সেজন্য আমি আল্লাহর কাছে কান্না করে প্রার্থনা চাই। তিনি বলেন, আমার বাবার পৃথিবীতে ভালো লোকের চেয়ে খারাপ লোক বেশি। তিনি যেন ভালো লোকের চেয়ে খারাপ লোক অনেক বেশি সংগঠিত। ভালো লোক যারা আছে তারা অনেকখানি খারাপ লোক হয়ে এতো বিভক্ত। এর একটি কারণ হয়তো আমার জন্য ভাল হয়নি। আমি বেকার মানুষ নই। পক্ষে সম্ভব হবে না। সেজন্য আমি আল্লাহর কাছে কান্না করে প্রার্থনা চাই। তিনি বলেন, আমার বাবার পৃথিবীতে ভালো লোকের চেয়ে খারাপ লোক বেশি। তিনি যে <box>18 553 277 650</box>
continued-label: শেষ পাতার পর <box>507 568 556 578</box>
